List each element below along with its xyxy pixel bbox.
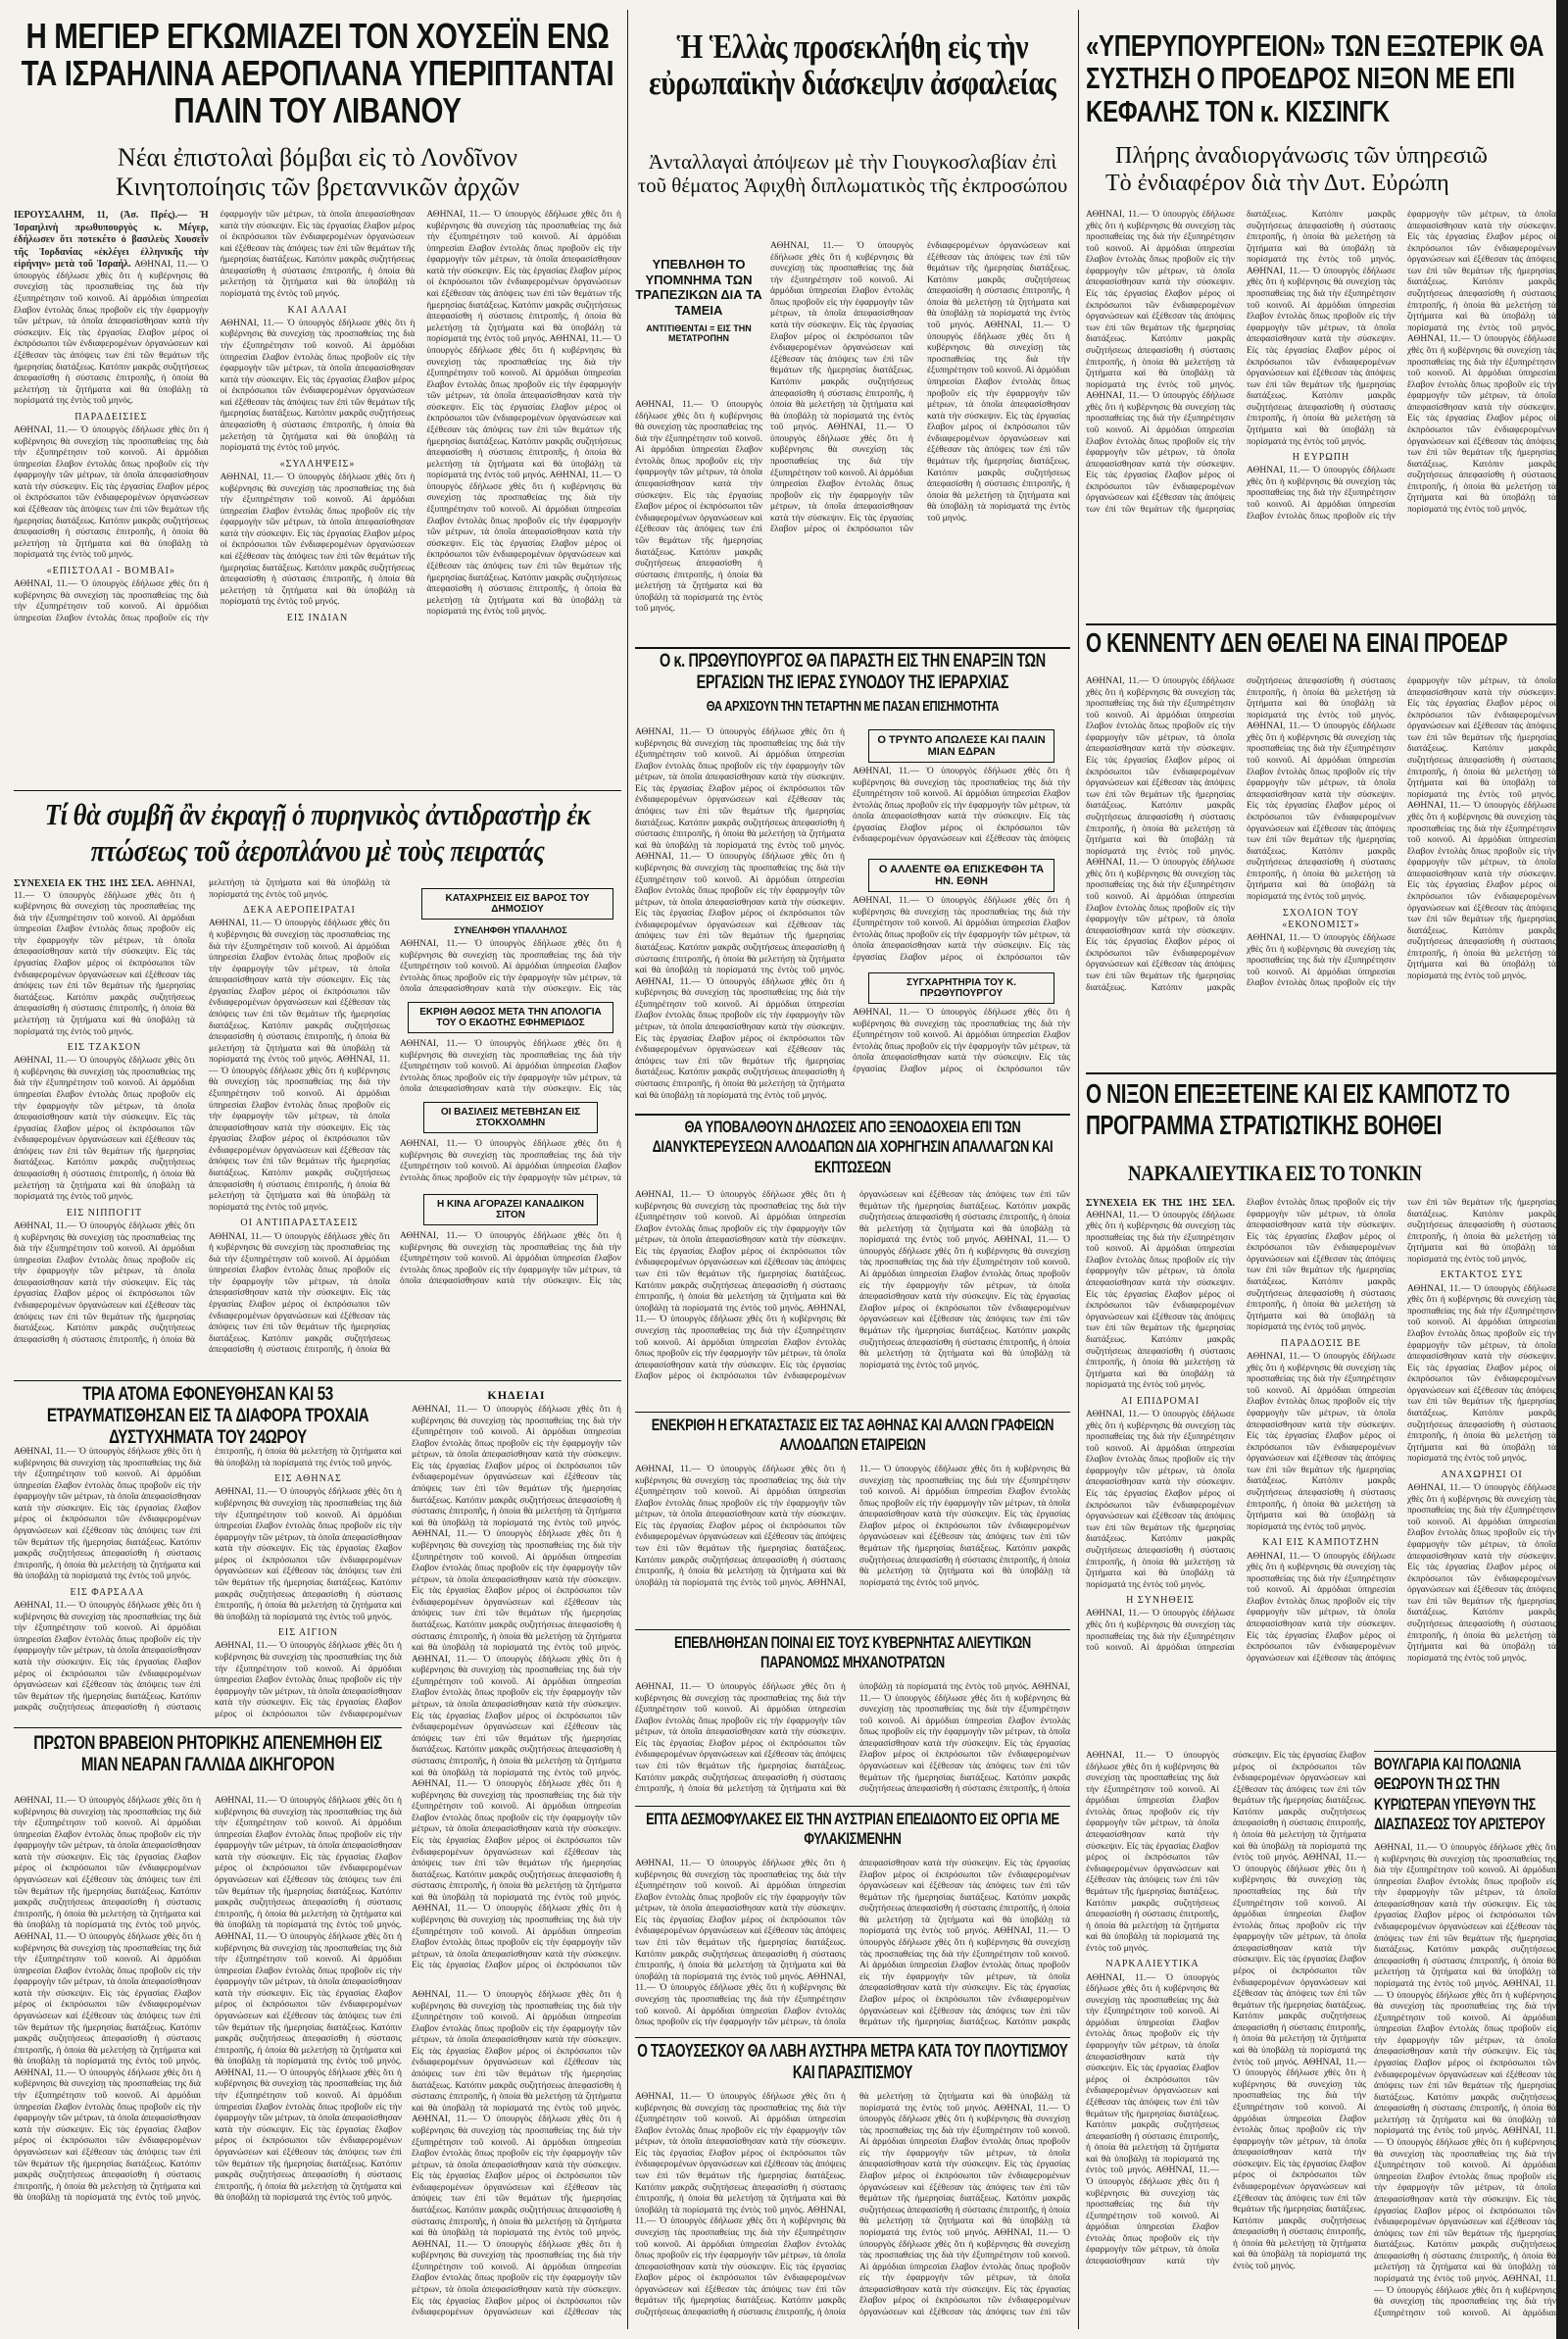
article-text: ΑΘΗΝΑΙ, 11.— Ὁ ὑπουργὸς ἐδήλωσε χθὲς ὅτι ἡ κυβέρνησις θὰ συνεχίσῃ τὰς προσπαθείας της διὰ τὴν ἐξυπηρέτησιν τοῦ κοινοῦ. Αἱ ἀρμόδιαι ὑπηρεσίαι ἔλαβον ἐντολὰς ὅπως προβοῦν εἰς τὴν ἐφαρμογὴν τῶν μέτρων, τὰ ὁποῖα ἀπεφασίσθησαν κατὰ τὴν σύσκεψιν. Εἰς τὰς ἐργασίας ἔλαβον μέρος οἱ ἐκπρόσωποι τῶν ἐνδιαφερομένων ὀργανώσεων καὶ ἐξέθεσαν τὰς ἀπόψεις των ἐπὶ τῶν θεμάτων τῆς ἡμερησίας διατάξεως. Κατόπιν μακρᾶς συζητήσεως ἀπεφασίσθη ἡ σύστασις ἐπιτροπῆς, ἡ ὁποία θὰ μελετήσῃ τὰ ζητήματα καὶ θὰ ὑποβάλῃ τὰ πορίσματά της ἐντὸς τοῦ μηνός. — [426, 334, 621, 481]
article-text: ΑΘΗΝΑΙ, 11.— Ὁ ὑπουργὸς ἐδήλωσε χθὲς ὅτι ἡ κυβέρνησις θὰ συνεχίσῃ τὰς προσπαθείας της διὰ τὴν ἐξυπηρέτησιν τοῦ κοινοῦ. Αἱ ἀρμόδιαι ὑπηρεσίαι ἔλαβον ἐντολὰς ὅπως προβοῦν εἰς τὴν ἐφαρμογὴν τῶν μέτρων, τὰ ὁποῖα ἀπεφασίσθησαν κατὰ τὴν σύσκεψιν. Εἰς τὰς ἐργασίας ἔλαβον μέρος οἱ ἐκπρόσωποι τῶν ἐνδιαφερομένων ὀργανώσεων καὶ ἐξέθεσαν τὰς ἀπόψεις των ἐπὶ τῶν θεμάτων τῆς ἡμερησίας διατάξεως. Κατόπιν μακρᾶς συζητήσεως ἀπεφασίσθη ἡ σύστασις ἐπιτροπῆς, ἡ ὁποία θὰ μελετήσῃ τὰ ζητήματα καὶ θὰ ὑποβάλῃ τὰ πορίσματά της ἐντὸς τοῦ μηνός. — [14, 260, 209, 407]
article-text: ΑΘΗΝΑΙ, 11.— Ὁ ὑπουργὸς ἐδήλωσε χθὲς ὅτι ἡ κυβέρνησις θὰ συνεχίσῃ τὰς προσπαθείας της διὰ τὴν ἐξυπηρέτησιν τοῦ κοινοῦ. Αἱ ἀρμόδιαι ὑπηρεσίαι ἔλαβον ἐντολὰς ὅπως προβοῦν εἰς τὴν ἐφαρμογὴν τῶν μέτρων, τὰ ὁποῖα ἀπεφασίσθησαν κατὰ τὴν σύσκεψιν. Εἰς τὰς ἐργασίας ἔλαβον μέρος οἱ ἐκπρόσωποι τῶν ἐνδιαφερομένων ὀργανώσεων καὶ ἐξέθεσαν τὰς ἀπόψεις των ἐπὶ τῶν θεμάτων τῆς ἡμερησίας διατάξεως. Κατόπιν μακρᾶς συζητήσεως ἀπεφασίσθη ἡ σύστασις ἐπιτροπῆς, ἡ ὁποία θὰ μελετήσῃ τὰ ζητήματα καὶ θὰ ὑποβάλῃ τὰ πορίσματά της ἐντὸς τοῦ μηνός. — [1233, 1853, 1366, 2067]
box-ypevlithi-sub: ΑΝΤΙΤΙΘΕΝΤΑΙ = ΕΙΣ ΤΗΝ ΜΕΤΑΤΡΟΠΗΝ — [646, 323, 752, 344]
article-text: ΑΘΗΝΑΙ, 11.— Ὁ ὑπουργὸς ἐδήλωσε χθὲς ὅτι ἡ κυβέρνησις θὰ συνεχίσῃ τὰς προσπαθείας της διὰ τὴν ἐξυπηρέτησιν τοῦ κοινοῦ. Αἱ ἀρμόδιαι ὑπηρεσίαι ἔλαβον ἐντολὰς ὅπως προβοῦν εἰς τὴν ἐφαρμογὴν τῶν μέτρων, τὰ ὁποῖα ἀπεφασίσθησαν κατὰ τὴν σύσκεψιν. Εἰς τὰς ἐργασίας ἔλαβον μέρος οἱ ἐκπρόσωποι τῶν ἐνδιαφερομένων ὀργανώσεων καὶ ἐξέθεσαν τὰς ἀπόψεις των ἐπὶ τῶν θεμάτων τῆς ἡμερησίας διατάξεως. Κατόπιν μακρᾶς συζητήσεως ἀπεφασίσθη ἡ σύστασις ἐπιτροπῆς, ἡ ὁποία θὰ μελετήσῃ τὰ ζητήματα καὶ θὰ ὑποβάλῃ τὰ πορίσματά της ἐντὸς τοῦ μηνός. — [1086, 1210, 1235, 1391]
article-text: ΑΘΗΝΑΙ, 11.— Ὁ ὑπουργὸς ἐδήλωσε χθὲς ὅτι ἡ κυβέρνησις θὰ συνεχίσῃ τὰς προσπαθείας της διὰ τὴν ἐξυπηρέτησιν τοῦ κοινοῦ. Αἱ ἀρμόδιαι ὑπηρεσίαι ἔλαβον ἐντολὰς ὅπως προβοῦν εἰς τὴν ἐφαρμογὴν τῶν μέτρων, τὰ ὁποῖα ἀπεφασίσθησαν κατὰ τὴν σύσκεψιν. Εἰς τὰς ἐργασίας ἔλαβον μέρος οἱ ἐκπρόσωποι τῶν ἐνδιαφερομένων ὀργανώσεων καὶ ἐξέθεσαν τὰς ἀπόψεις των ἐπὶ τῶν θεμάτων τῆς ἡμερησίας διατάξεως. Κατόπιν μακρᾶς συζητήσεως ἀπεφασίσθη ἡ σύστασις ἐπιτροπῆς, ἡ ὁποία θὰ μελετήσῃ τὰ ζητήματα καὶ θὰ ὑποβάλῃ τὰ πορίσματά της ἐντὸς τοῦ μηνός. — [635, 1859, 846, 1982]
article-text: ΑΘΗΝΑΙ, 11.— Ὁ ὑπουργὸς ἐδήλωσε χθὲς ὅτι ἡ κυβέρνησις θὰ συνεχίσῃ τὰς προσπαθείας της διὰ τὴν ἐξυπηρέτησιν τοῦ κοινοῦ. Αἱ ἀρμόδιαι ὑπηρεσίαι ἔλαβον ἐντολὰς ὅπως προβοῦν εἰς τὴν ἐφαρμογὴν τῶν μέτρων, τὰ ὁποῖα ἀπεφασίσθησαν κατὰ τὴν σύσκεψιν. Εἰς τὰς — [400, 1231, 621, 1287]
bulgaria-article-body — [1374, 1843, 1556, 2325]
article-text: ΑΘΗΝΑΙ, 11.— Ὁ ὑπουργὸς ἐδήλωσε χθὲς ὅτι ἡ κυβέρνησις θὰ συνεχίσῃ τὰς προσπαθείας της διὰ τὴν ἐξυπηρέτησιν τοῦ κοινοῦ. Αἱ ἀρμόδιαι ὑπηρεσίαι ἔλαβον ἐντολὰς ὅπως προβοῦν εἰς τὴν ἐφαρμογὴν τῶν μέτρων, τὰ ὁποῖα ἀπεφασίσθησαν κατὰ τὴν σύσκεψιν. Εἰς τὰς ἐργασίας ἔλαβον μέρος οἱ ἐκπρόσωποι τῶν ἐνδιαφερομένων ὀργανώσεων καὶ ἐξέθεσαν τὰς ἀπόψεις των ἐπὶ τῶν θεμάτων τῆς ἡμερησίας διατάξεως. Κατόπιν μακρᾶς συζητήσεως ἀπεφασίσθη ἡ σύστασις ἐπιτροπῆς, ἡ ὁποία θὰ μελετήσῃ τὰ ζητήματα καὶ θὰ ὑποβάλῃ τὰ πορίσματά της ἐντὸς τοῦ μηνός. — [1086, 210, 1396, 516]
divider — [1086, 623, 1556, 625]
bulgaria-headline: ΒΟΥΛΓΑΡΙΑ ΚΑΙ ΠΟΛΩΝΙΑ ΘΕΩΡΟΥΝ ΤΗ ΩΣ ΤΗΝ ΚΥΡΙΩΤΕΡΑΝ ΥΠΕΥΘΥΝ ΤΗΣ ΔΙΑΣΠΑΣΕΩΣ ΤΟΥ ΑΡΙΣΤΕΡΟΥ — [1374, 1755, 1545, 1834]
cambodia-subheadline-block — [1086, 1163, 1556, 1194]
box-ypevlithi: ΥΠΕΒΛΗΘΗ ΤΟ ΥΠΟΜΝΗΜΑ ΤΩΝ ΤΡΑΠΕΖΙΚΩΝ ΔΙΑ ΤΑ ΤΑΜΕΙΑ — [635, 257, 762, 318]
article-text: ΑΘΗΝΑΙ, 11.— Ὁ ὑπουργὸς ἐδήλωσε χθὲς ὅτι ἡ κυβέρνησις θὰ συνεχίσῃ τὰς προσπαθείας της διὰ τὴν ἐξυπηρέτησιν τοῦ κοινοῦ. Αἱ ἀρμόδιαι ὑπηρεσίαι ἔλαβον ἐντολὰς ὅπως προβοῦν εἰς τὴν ἐφαρμογὴν τῶν μέτρων, τὰ ὁποῖα ἀπεφασίσθησαν κατὰ τὴν σύσκεψιν. Εἰς τὰς ἐργασίας ἔλαβον μέρος οἱ ἐκπρόσωποι τῶν ἐνδιαφερομένων ὀργανώσεων καὶ ἐξέθεσαν τὰς ἀπόψεις των ἐπὶ τῶν θεμάτων τῆς ἡμερησίας διατάξεως. Κατόπιν μακρᾶς — [859, 1926, 1070, 2028]
lead-dateline: ΙΕΡΟΥΣΑΛΗΜ, 11, (Ἀσ. Πρές).— Ἡ Ἰσραηλινὴ πρωθυπουργὸς κ. Μέγερ, ἐδήλωσεν ὅτι ποτεκέτο ὁ βασιλεὺς Χουσεῒν τῆς Ἰορδανίας «ἐκλέγει ἐλληνικῆς τὴν εἰρήνην» μετὰ τοῦ Ἰσραήλ. — [14, 210, 209, 271]
article-text: ΑΘΗΝΑΙ, 11.— Ὁ ὑπουργὸς ἐδήλωσε χθὲς ὅτι ἡ κυβέρνησις θὰ συνεχίσῃ τὰς προσπαθείας της διὰ τὴν ἐξυπηρέτησιν τοῦ κοινοῦ. Αἱ ἀρμόδιαι ὑπηρεσίαι ἔλαβον ἐντολὰς ὅπως προβοῦν εἰς τὴν ἐφαρμογὴν τῶν μέτρων, τὰ ὁποῖα ἀπεφασίσθησαν κατὰ τὴν σύσκεψιν. Εἰς τὰς ἐργασίας ἔλαβον μέρος οἱ ἐκπρόσωποι τῶν ἐνδιαφερομένων ὀργανώσεων καὶ ἐξέθεσαν τὰς ἀπόψεις των ἐπὶ τῶν θεμάτων τῆς ἡμερησίας διατάξεως. Κατόπιν μακρᾶς συζητήσεως ἀπεφασίσθη ἡ σύστασις ἐπιτροπῆς, ἡ ὁποία θὰ μελετήσῃ τὰ ζητήματα καὶ θὰ ὑποβάλῃ τὰ πορίσματά της ἐντὸς τοῦ μηνός. — [1407, 1483, 1556, 1664]
article-text: ΑΘΗΝΑΙ, 11.— Ὁ ὑπουργὸς ἐδήλωσε χθὲς ὅτι ἡ κυβέρνησις θὰ συνεχίσῃ τὰς προσπαθείας της διὰ τὴν ἐξυπηρέτησιν τοῦ κοινοῦ. Αἱ ἀρμόδιαι ὑπηρεσίαι ἔλαβον ἐντολὰς ὅπως προβοῦν εἰς τὴν ἐφαρμογὴν τῶν μέτρων, τὰ ὁποῖα ἀπεφασίσθησαν κατὰ τὴν σύσκεψιν. Εἰς τὰς ἐργασίας ἔλαβον μέρος οἱ ἐκπρόσωποι τῶν ἐνδιαφερομένων ὀργανώσεων καὶ ἐξέθεσαν τὰς ἀπόψεις των ἐπὶ τῶν θεμάτων τῆς ἡμερησίας διατάξεως. Κατόπιν μακρᾶς συζητήσεως ἀπεφασίσθη ἡ σύστασις ἐπιτροπῆς, ἡ ὁποία θὰ μελετήσῃ τὰ ζητήματα καὶ θὰ ὑποβάλῃ τὰ πορίσματά της ἐντὸς τοῦ μηνός. ΑΘΗΝΑΙ, 11.— Ὁ ὑπουργὸς ἐδήλωσε χθὲς ὅτι ἡ κυβέρνησις θὰ συνεχίσῃ τὰς προσπαθείας της διὰ τὴν ἐξυπηρέτησιν τοῦ κοινοῦ. Αἱ ἀρμόδιαι ὑπηρεσίαι ἔλαβον ἐντολὰς ὅπως προβοῦν εἰς τὴν ἐφαρμογὴν τῶν μέτρων, τὰ ὁποῖα ἀπεφασίσθησαν κατὰ τὴν σύσκεψιν. Εἰς τὰς ἐργασίας ἔλαβον μέρος οἱ ἐκπρόσωποι τῶν ἐνδιαφερομένων ὀργανώσεων καὶ ἐξέθεσαν τὰς ἀπόψεις των ἐπὶ τῶν θεμάτων τῆς ἡμερησίας διατάξεως. Κατόπιν μακρᾶς συζητήσεως ἀπεφασίσθη ἡ σύστασις ἐπιτροπῆς, ἡ ὁποία θὰ μελετήσῃ τὰ ζητήματα καὶ θὰ ὑποβάλῃ τὰ πορίσματά της ἐντὸς τοῦ μηνός. ΑΘΗΝΑΙ, 11.— Ὁ ὑπουργὸς ἐδήλωσε χθὲς ὅτι ἡ κυβέρνησις θὰ συνεχίσῃ τὰς προσπαθείας της διὰ τὴν ἐξυπηρέτησιν τοῦ κοινοῦ. Αἱ ἀρμόδιαι ὑπηρεσίαι ἔλαβον ἐντολὰς ὅπως προβοῦν εἰς τὴν ἐφαρμογὴν τῶν μέτρων, τὰ ὁποῖα ἀπεφασίσθησαν κατὰ τὴν σύσκεψιν. Εἰς τὰς ἐργασίας ἔλαβον μέρος οἱ ἐκπρόσωποι τῶν ἐνδιαφερομένων ὀργανώσεων καὶ ἐξέθεσαν τὰς ἀπόψεις των ἐπὶ τῶν θεμάτων τῆς ἡμερησίας διατάξεως. Κατόπιν μακρᾶς συζητήσεως ἀπεφασίσθη ἡ σύστασις ἐπιτροπῆς, ἡ ὁποία θὰ μελετήσῃ τὰ ζητήματα καὶ θὰ ὑποβάλῃ τὰ πορίσματά της ἐντὸς τοῦ μηνός. ΑΘΗΝΑΙ, 11.— Ὁ ὑπουργὸς ἐδήλωσε χθὲς ὅτι ἡ κυβέρνησις θὰ συνεχίσῃ τὰς προσπαθείας της διὰ τὴν ἐξυπηρέτησιν τοῦ κοινοῦ. Αἱ ἀρμόδιαι ὑπηρεσίαι ἔλαβον ἐντολὰς ὅπως προβοῦν εἰς τὴν ἐφαρμογὴν τῶν μέτρων, τὰ ὁποῖα ἀπεφασίσθησαν κατὰ τὴν σύσκεψιν. Εἰς τὰς ἐργασίας ἔλαβον μέρος οἱ ἐκπρόσωποι τῶν ἐνδιαφερομένων ὀργανώσεων καὶ ἐξέθεσαν τὰς ἀπόψεις των ἐπὶ τῶν θεμάτων τῆς ἡμερησίας διατάξεως. Κατόπιν μακρᾶς συζητήσεως ἀπεφασίσθη ἡ σύστασις ἐπιτροπῆς, ἡ ὁποία θὰ μελετήσῃ τὰ ζητήματα καὶ θὰ ὑποβάλῃ τὰ πορίσματά της ἐντὸς τοῦ μηνός. ΑΘΗΝΑΙ, 11.— Ὁ ὑπουργὸς ἐδήλωσε χθὲς ὅτι ἡ κυβέρνησις θὰ συνεχίσῃ τὰς προσπαθείας της διὰ τὴν ἐξυπηρέτησιν τοῦ κοινοῦ. Αἱ ἀρμόδιαι ὑπηρεσίαι ἔλαβον ἐντολὰς ὅπως προβοῦν εἰς τὴν ἐφαρμογὴν τῶν μέτρων, τὰ ὁποῖα ἀπεφασίσθησαν κατὰ τὴν σύσκεψιν. Εἰς τὰς ἐργασίας ἔλαβον μέρος οἱ ἐκπρόσωποι τῶν — [412, 1405, 621, 1971]
article-text: ΑΘΗΝΑΙ, 11.— Ὁ ὑπουργὸς ἐδήλωσε χθὲς ὅτι ἡ κυβέρνησις θὰ συνεχίσῃ τὰς προσπαθείας της διὰ τὴν ἐξυπηρέτησιν τοῦ κοινοῦ. Αἱ ἀρμόδιαι ὑπηρεσίαι ἔλαβον ἐντολὰς ὅπως προβοῦν εἰς τὴν ἐφαρμογὴν τῶν μέτρων, τὰ ὁποῖα ἀπεφασίσθησαν κατὰ τὴν σύσκεψιν. Εἰς τὰς ἐργασίας ἔλαβον μέρος οἱ ἐκπρόσωποι τῶν ἐνδιαφερομένων ὀργανώσεων καὶ ἐξέθεσαν τὰς ἀπόψεις των ἐπὶ τῶν θεμάτων τῆς ἡμερησίας διατάξεως. Κατόπιν μακρᾶς συζητήσεως ἀπεφασίσθη ἡ σύστασις ἐπιτροπῆς, ἡ ὁποία θὰ μελετήσῃ τὰ ζητήματα καὶ θὰ ὑποβάλῃ τὰ πορίσματά της ἐντὸς τοῦ μηνός. — [635, 400, 762, 615]
section-anachorisi: ΑΝΑΧΩΡΗΣΙ ΟΙ — [1441, 1468, 1523, 1480]
nixon-state-article-body — [1086, 210, 1556, 622]
fishing-article-body — [635, 1682, 1070, 1802]
article-text: ΑΘΗΝΑΙ, 11.— Ὁ ὑπουργὸς ἐδήλωσε χθὲς ὅτι ἡ κυβέρνησις θὰ συνεχίσῃ τὰς προσπαθείας της διὰ τὴν ἐξυπηρέτησιν τοῦ κοινοῦ. Αἱ ἀρμόδιαι ὑπηρεσίαι ἔλαβον ἐντολὰς ὅπως προβοῦν εἰς τὴν ἐφαρμογὴν τῶν μέτρων, τὰ ὁποῖα ἀπεφασίσθησαν κατὰ τὴν σύσκεψιν. Εἰς τὰς ἐργασίας ἔλαβον μέρος οἱ ἐκπρόσωποι τῶν ἐνδιαφερομένων ὀργανώσεων καὶ ἐξέθεσαν τὰς ἀπόψεις των ἐπὶ τῶν θεμάτων τῆς ἡμερησίας διατάξεως. Κατόπιν μακρᾶς συζητήσεως ἀπεφασίσθη ἡ σύστασις ἐπιτροπῆς, ἡ ὁποία θὰ μελετήσῃ τὰ ζητήματα καὶ θὰ ὑποβάλῃ τὰ πορίσματά της ἐντὸς τοῦ μηνός. — [215, 1931, 402, 2067]
divider — [14, 1380, 621, 1381]
prize-headline-block — [14, 1733, 402, 1792]
article-text: ΑΘΗΝΑΙ, 11.— Ὁ ὑπουργὸς ἐδήλωσε χθὲς ὅτι ἡ κυβέρνησις θὰ συνεχίσῃ τὰς προσπαθείας της διὰ τὴν ἐξυπηρέτησιν τοῦ κοινοῦ. Αἱ ἀρμόδιαι ὑπηρεσίαι ἔλαβον ἐντολὰς ὅπως προβοῦν εἰς τὴν ἐφαρμογὴν τῶν μέτρων, τὰ ὁποῖα ἀπεφασίσθησαν κατὰ τὴν σύσκεψιν. Εἰς τὰς ἐργασίας ἔλαβον μέρος οἱ ἐκπρόσωποι τῶν ἐνδιαφερομένων ὀργανώσεων καὶ ἐξέθεσαν τὰς ἀπόψεις των ἐπὶ τῶν θεμάτων τῆς ἡμερησίας διατάξεως. Κατόπιν μακρᾶς συζητήσεως ἀπεφασίσθη ἡ σύστασις ἐπιτροπῆς, ἡ ὁποία θὰ μελετήσῃ τὰ ζητήματα καὶ θὰ ὑποβάλῃ τὰ πορίσματά της ἐντὸς τοῦ μηνός. — [635, 1859, 1070, 2028]
column-rule — [627, 10, 628, 2329]
divider — [1086, 1072, 1556, 1074]
cambodia-headline: Ο ΝΙΞΟΝ ΕΠΕΞΕΤΕΙΝΕ ΚΑΙ ΕΙΣ ΚΑΜΠΟΤΖ ΤΟ ΠΡΟΓΡΑΜΜΑ ΣΤΡΑΤΙΩΤΙΚΗΣ ΒΟΗΘΕΙ — [1086, 1078, 1510, 1141]
lead-headline: Η ΜΕΓΙΕΡ ΕΓΚΩΜΙΑΖΕΙ ΤΟΝ ΧΟΥΣΕΪΝ ΕΝΩ ΤΑ ΙΣΡΑΗΛΙΝΑ ΑΕΡΟΠΛΑΝΑ ΥΠΕΡΙΠΤΑΝΤΑΙ ΠΑΛΙΝ ΤΟΥ ΛΙΒΑΝΟΥ — [21, 18, 614, 130]
column-rule — [1078, 10, 1079, 2329]
kideiai-column — [412, 1384, 621, 1982]
nixon-state-headline-block — [1086, 29, 1556, 137]
traffic-article-body — [14, 1447, 402, 1721]
article-text: ΑΘΗΝΑΙ, 11.— Ὁ ὑπουργὸς ἐδήλωσε χθὲς ὅτι ἡ κυβέρνησις θὰ συνεχίσῃ τὰς προσπαθείας της διὰ τὴν ἐξυπηρέτησιν τοῦ κοινοῦ. Αἱ ἀρμόδιαι ὑπηρεσίαι ἔλαβον ἐντολὰς ὅπως προβοῦν εἰς τὴν ἐφαρμογὴν τῶν μέτρων, τὰ ὁποῖα ἀπεφασίσθησαν κατὰ τὴν σύσκεψιν. Εἰς τὰς ἐργασίας ἔλαβον μέρος οἱ ἐκπρόσωποι τῶν ἐνδιαφερομένων ὀργανώσεων καὶ ἐξέθεσαν τὰς ἀπόψεις των ἐπὶ τῶν θεμάτων τῆς ἡμερησίας διατάξεως. Κατόπιν μακρᾶς συζητήσεως ἀπεφασίσθη ἡ σύστασις ἐπιτροπῆς, ἡ ὁποία θὰ μελετήσῃ τὰ ζητήματα καὶ θὰ ὑποβάλῃ τὰ πορίσματά της ἐντὸς τοῦ μηνός. — [215, 1487, 402, 1622]
article-text: ΑΘΗΝΑΙ, 11.— Ὁ ὑπουργὸς ἐδήλωσε χθὲς ὅτι ἡ κυβέρνησις θὰ συνεχίσῃ τὰς προσπαθείας της διὰ τὴν ἐξυπηρέτησιν τοῦ κοινοῦ. Αἱ ἀρμόδιαι ὑπηρεσίαι ἔλαβον ἐντολὰς ὅπως προβοῦν εἰς τὴν ἐφαρμογὴν τῶν μέτρων, τὰ ὁποῖα ἀπεφασίσθησαν κατὰ τὴν σύσκεψιν. Εἰς τὰς ἐργασίας ἔλαβον μέρος οἱ ἐκπρόσωποι τῶν ἐνδιαφερομένων ὀργανώσεων καὶ ἐξέθεσαν τὰς ἀπόψεις των ἐπὶ τῶν θεμάτων τῆς ἡμερησίας διατάξεως. Κατόπιν μακρᾶς συζητήσεως ἀπεφασίσθη ἡ σύστασις ἐπιτροπῆς, ἡ ὁποία θὰ μελετήσῃ τὰ ζητήματα καὶ θὰ ὑποβάλῃ τὰ πορίσματά της ἐντὸς τοῦ μηνός. — [426, 471, 621, 618]
article-text: ΑΘΗΝΑΙ, 11.— Ὁ ὑπουργὸς ἐδήλωσε χθὲς ὅτι ἡ κυβέρνησις θὰ συνεχίσῃ τὰς προσπαθείας της διὰ τὴν ἐξυπηρέτησιν τοῦ κοινοῦ. Αἱ ἀρμόδιαι ὑπηρεσίαι ἔλαβον ἐντολὰς ὅπως προβοῦν εἰς τὴν ἐφαρμογὴν τῶν μέτρων, τὰ ὁποῖα ἀπεφασίσθησαν κατὰ τὴν σύσκεψιν. Εἰς τὰς ἐργασίας ἔλαβον μέρος οἱ ἐκπρόσωποι τῶν ἐνδιαφερομένων ὀργανώσεων καὶ ἐξέθεσαν τὰς ἀπόψεις των ἐπὶ τῶν θεμάτων τῆς ἡμερησίας διατάξεως. Κατόπιν μακρᾶς συζητήσεως ἀπεφασίσθη ἡ σύστασις ἐπιτροπῆς, ἡ ὁποία θὰ μελετήσῃ τὰ ζητήματα καὶ θὰ ὑποβάλῃ τὰ πορίσματά της ἐντὸς τοῦ μηνός. — [859, 2103, 1070, 2238]
article-text: ΑΘΗΝΑΙ, 11.— Ὁ ὑπουργὸς ἐδήλωσε χθὲς ὅτι ἡ κυβέρνησις θὰ συνεχίσῃ τὰς προσπαθείας της διὰ τὴν ἐξυπηρέτησιν τοῦ κοινοῦ. Αἱ ἀρμόδιαι ὑπηρεσίαι ἔλαβον ἐντολὰς ὅπως προβοῦν εἰς τὴν ἐφαρμογὴν τῶν μέτρων, τὰ ὁποῖα ἀπεφασίσθησαν κατὰ τὴν σύσκεψιν. Εἰς τὰς ἐργασίας ἔλαβον μέρος οἱ ἐκπρόσωποι τῶν ἐνδιαφερομένων ὀργανώσεων καὶ ἐξέθεσαν τὰς ἀπόψεις των ἐπὶ τῶν θεμάτων τῆς ἡμερησίας διατάξεως. Κατόπιν μακρᾶς συζητήσεως ἀπεφασίσθη ἡ σύστασις ἐπιτροπῆς, ἡ ὁποία θὰ μελετήσῃ τὰ ζητήματα καὶ θὰ ὑποβάλῃ τὰ πορίσματά της ἐντὸς τοῦ μηνός. — [14, 878, 390, 1345]
article-text: ΑΘΗΝΑΙ, 11.— Ὁ ὑπουργὸς ἐδήλωσε χθὲς ὅτι ἡ κυβέρνησις θὰ συνεχίσῃ τὰς προσπαθείας της διὰ τὴν ἐξυπηρέτησιν τοῦ κοινοῦ. Αἱ ἀρμόδιαι ὑπηρεσίαι ἔλαβον ἐντολὰς ὅπως προβοῦν εἰς τὴν ἐφαρμογὴν τῶν μέτρων, τὰ ὁποῖα ἀπεφασίσθησαν κατὰ τὴν σύσκεψιν. Εἰς τὰς ἐργασίας ἔλαβον μέρος οἱ ἐκπρόσωποι τῶν ἐνδιαφερομένων ὀργανώσεων καὶ ἐξέθεσαν τὰς ἀπόψεις των ἐπὶ τῶν θεμάτων τῆς ἡμερησίας διατάξεως. Κατόπιν μακρᾶς συζητήσεως ἀπεφασίσθη ἡ σύστασις ἐπιτροπῆς, ἡ ὁποία θὰ μελετήσῃ τὰ ζητήματα καὶ θὰ ὑποβάλῃ τὰ πορίσματά της ἐντὸς τοῦ μηνός. — [1086, 210, 1235, 390]
article-text: ΑΘΗΝΑΙ, 11.— Ὁ ὑπουργὸς ἐδήλωσε χθὲς ὅτι ἡ κυβέρνησις θὰ συνεχίσῃ τὰς προσπαθείας της διὰ τὴν ἐξυπηρέτησιν τοῦ κοινοῦ. Αἱ ἀρμόδιαι ὑπηρεσίαι ἔλαβον ἐντολὰς ὅπως προβοῦν εἰς τὴν ἐφαρμογὴν τῶν μέτρων, τὰ ὁποῖα ἀπεφασίσθησαν κατὰ τὴν σύσκεψιν. Εἰς τὰς ἐργασίας ἔλαβον μέρος οἱ ἐκπρόσωποι τῶν ἐνδιαφερομένων ὀργανώσεων καὶ ἐξέθεσαν τὰς ἀπόψεις των ἐπὶ τῶν θεμάτων τῆς ἡμερησίας διατάξεως. Κατόπιν μακρᾶς συζητήσεως ἀπεφασίσθη ἡ σύστασις ἐπιτροπῆς, ἡ ὁποία θὰ μελετήσῃ τὰ ζητήματα καὶ θὰ ὑποβάλῃ τὰ πορίσματά της ἐντὸς τοῦ μηνός. — [635, 1190, 1070, 1382]
article-text: ΑΘΗΝΑΙ, 11.— Ὁ ὑπουργὸς ἐδήλωσε χθὲς ὅτι ἡ κυβέρνησις θὰ συνεχίσῃ τὰς προσπαθείας της διὰ τὴν ἐξυπηρέτησιν τοῦ κοινοῦ. Αἱ ἀρμόδιαι ὑπηρεσίαι ἔλαβον ἐντολὰς ὅπως προβοῦν εἰς τὴν ἐφαρμογὴν τῶν μέτρων, τὰ ὁποῖα ἀπεφασίσθησαν κατὰ τὴν σύσκεψιν. Εἰς τὰς ἐργασίας ἔλαβον μέρος οἱ ἐκπρόσωποι τῶν ἐνδιαφερομένων ὀργανώσεων καὶ ἐξέθεσαν τὰς ἀπόψεις των ἐπὶ τῶν θεμάτων τῆς ἡμερησίας διατάξεως. Κατόπιν μακρᾶς συζητήσεως ἀπεφασίσθη ἡ σύστασις ἐπιτροπῆς, ἡ ὁποία θὰ μελετήσῃ τὰ ζητήματα καὶ θὰ ὑποβάλῃ τὰ πορίσματά της ἐντὸς τοῦ μηνός. — [215, 2067, 402, 2204]
box-allende: Ο ΑΛΛΕΝΤΕ ΘΑ ΕΠΙΣΚΕΦΘΗ ΤΑ ΗΝ. ΕΘΝΗ — [868, 859, 1054, 892]
section-kai-allai: ΚΑΙ ΑΛΛΑΙ — [287, 304, 348, 316]
article-text: ΑΘΗΝΑΙ, 11.— Ὁ ὑπουργὸς ἐδήλωσε χθὲς ὅτι ἡ κυβέρνησις θὰ συνεχίσῃ τὰς προσπαθείας της διὰ τὴν ἐξυπηρέτησιν τοῦ κοινοῦ. Αἱ ἀρμόδιαι ὑπηρεσίαι ἔλαβον ἐντολὰς ὅπως προβοῦν εἰς τὴν ἐφαρμογὴν τῶν μέτρων, τὰ ὁποῖα ἀπεφασίσθησαν κατὰ τὴν σύσκεψιν. Εἰς τὰς ἐργασίας ἔλαβον μέρος οἱ ἐκπρόσωποι τῶν ἐνδιαφερομένων ὀργανώσεων καὶ ἐξέθεσαν τὰς — [412, 2239, 621, 2318]
ceausescu-headline: Ο ΤΣΑΟΥΣΕΣΚΟΥ ΘΑ ΛΑΒΗ ΑΥΣΤΗΡΑ ΜΕΤΡΑ ΚΑΤΑ ΤΟΥ ΠΛΟΥΤΙΣΜΟΥ ΚΑΙ ΠΑΡΑΣΙΤΙΣΜΟΥ — [637, 2041, 1068, 2082]
article-text: ΑΘΗΝΑΙ, 11.— Ὁ ὑπουργὸς ἐδήλωσε χθὲς ὅτι ἡ κυβέρνησις θὰ συνεχίσῃ τὰς προσπαθείας της διὰ τὴν ἐξυπηρέτησιν τοῦ κοινοῦ. Αἱ ἀρμόδιαι ὑπηρεσίαι ἔλαβον ἐντολὰς ὅπως προβοῦν εἰς τὴν ἐφαρμογὴν τῶν μέτρων, τὰ ὁποῖα ἀπεφασίσθησαν κατὰ τὴν σύσκεψιν. Εἰς τὰς ἐργασίας ἔλαβον μέρος οἱ ἐκπρόσωποι τῶν ἐνδιαφερομένων ὀργανώσεων καὶ ἐξέθεσαν τὰς ἀπόψεις των ἐπὶ τῶν θεμάτων τῆς ἡμερησίας διατάξεως. Κατόπιν μακρᾶς συζητήσεως ἀπεφασίσθη ἡ σύστασις ἐπιτροπῆς, ἡ ὁποία θὰ μελετήσῃ τὰ ζητήματα καὶ θὰ ὑποβάλῃ τὰ πορίσματά της ἐντὸς τοῦ μηνός. — [807, 1465, 1070, 1588]
nixon-state-sub-2: Τὸ ἐνδιαφέρον διὰ τὴν Δυτ. Εὐρώπη — [1105, 170, 1449, 196]
section-antiparastaseis: ΟΙ ΑΝΤΙΠΑΡΑΣΤΑΣΕΙΣ — [240, 1218, 359, 1229]
divider — [635, 1806, 1070, 1807]
article-text: ΑΘΗΝΑΙ, 11.— Ὁ ὑπουργὸς ἐδήλωσε χθὲς ὅτι ἡ κυβέρνησις θὰ συνεχίσῃ τὰς προσπαθείας της διὰ τὴν ἐξυπηρέτησιν τοῦ κοινοῦ. Αἱ ἀρμόδιαι ὑπηρεσίαι ἔλαβον ἐντολὰς ὅπως προβοῦν εἰς τὴν ἐφαρμογὴν τῶν μέτρων, τὰ ὁποῖα ἀπεφασίσθησαν κατὰ τὴν σύσκεψιν. Εἰς τὰς ἐργασίας ἔλαβον μέρος οἱ ἐκπρόσωποι τῶν ἐνδιαφερομένων ὀργανώσεων καὶ ἐξέθεσαν τὰς ἀπόψεις των ἐπὶ τῶν θεμάτων τῆς ἡμερησίας διατάξεως. Κατόπιν μακρᾶς συζητήσεως ἀπεφασίσθη ἡ σύστασις ἐπιτροπῆς, ἡ ὁποία θὰ μελετήσῃ τὰ ζητήματα καὶ θὰ ὑποβάλῃ τὰ πορίσματά της ἐντὸς τοῦ μηνός. — [1247, 1352, 1396, 1532]
section-evropi: Η ΕΥΡΩΠΗ — [1292, 452, 1350, 464]
article-text: ΑΘΗΝΑΙ, 11.— Ὁ ὑπουργὸς ἐδήλωσε χθὲς ὅτι ἡ κυβέρνησις θὰ συνεχίσῃ τὰς προσπαθείας της διὰ τὴν ἐξυπηρέτησιν τοῦ κοινοῦ. Αἱ ἀρμόδιαι ὑπηρεσίαι ἔλαβον ἐντολὰς ὅπως προβοῦν εἰς τὴν ἐφαρμογὴν τῶν μέτρων, τὰ ὁποῖα ἀπεφασίσθησαν κατὰ τὴν σύσκεψιν. Εἰς τὰς ἐργασίας ἔλαβον μέρος οἱ ἐκπρόσωποι τῶν ἐνδιαφερομένων ὀργανώσεων καὶ ἐξέθεσαν τὰς ἀπόψεις των ἐπὶ τῶν θεμάτων τῆς ἡμερησίας διατάξεως. Κατόπιν μακρᾶς συζητήσεως ἀπεφασίσθη ἡ σύστασις ἐπιτροπῆς, ἡ ὁποία θὰ μελετήσῃ τὰ ζητήματα καὶ θὰ ὑποβάλῃ τὰ πορίσματά της ἐντὸς τοῦ μηνός. — [1247, 1198, 1556, 1664]
kideiai-continuation — [412, 1990, 621, 2325]
cambodia-headline-block — [1086, 1078, 1556, 1161]
bulgaria-headline-block — [1374, 1755, 1556, 1839]
article-text: ΑΘΗΝΑΙ, 11.— Ὁ ὑπουργὸς ἐδήλωσε χθὲς ὅτι ἡ κυβέρνησις θὰ συνεχίσῃ τὰς προσπαθείας της διὰ τὴν ἐξυπηρέτησιν τοῦ κοινοῦ. Αἱ ἀρμόδιαι ὑπηρεσίαι ἔλαβον ἐντολὰς ὅπως προβοῦν εἰς τὴν ἐφαρμογὴν τῶν μέτρων, τὰ ὁποῖα ἀπεφασίσθησαν κατὰ τὴν σύσκεψιν. Εἰς τὰς ἐργασίας ἔλαβον μέρος οἱ ἐκπρόσωποι τῶν ἐνδιαφερομένων ὀργανώσεων καὶ ἐξέθεσαν τὰς ἀπόψεις των ἐπὶ τῶν θεμάτων τῆς ἡμερησίας διατάξεως. Κατόπιν μακρᾶς συζητήσεως ἀπεφασίσθη ἡ σύστασις ἐπιτροπῆς, ἡ ὁποία θὰ μελετήσῃ τὰ ζητήματα καὶ θὰ ὑποβάλῃ τὰ πορίσματά της ἐντὸς τοῦ μηνός. — [1247, 266, 1396, 447]
article-text: ΑΘΗΝΑΙ, 11.— Ὁ ὑπουργὸς ἐδήλωσε χθὲς ὅτι ἡ κυβέρνησις θὰ συνεχίσῃ τὰς προσπαθείας της διὰ τὴν ἐξυπηρέτησιν τοῦ κοινοῦ. Αἱ ἀρμόδιαι ὑπηρεσίαι ἔλαβον ἐντολὰς ὅπως προβοῦν εἰς τὴν ἐφαρμογὴν τῶν μέτρων, τὰ ὁποῖα ἀπεφασίσθησαν κατὰ τὴν σύσκεψιν. Εἰς τὰς ἐργασίας ἔλαβον μέρος οἱ ἐκπρόσωποι τῶν ἐνδιαφερομένων ὀργανώσεων καὶ ἐξέθεσαν τὰς ἀπόψεις των ἐπὶ τῶν θεμάτων τῆς ἡμερησίας διατάξεως. Κατόπιν μακρᾶς συζητήσεως ἀπεφασίσθη ἡ σύστασις ἐπιτροπῆς, ἡ ὁποία θὰ μελετήσῃ τὰ ζητήματα καὶ θὰ ὑποβάλῃ τὰ πορίσματά της ἐντὸς τοῦ μηνός. — [770, 241, 1070, 535]
article-text: ΑΘΗΝΑΙ, 11.— Ὁ ὑπουργὸς ἐδήλωσε χθὲς ὅτι ἡ κυβέρνησις θὰ συνεχίσῃ τὰς προσπαθείας της διὰ τὴν ἐξυπηρέτησιν τοῦ κοινοῦ. Αἱ ἀρμόδιαι ὑπηρεσίαι ἔλαβον ἐντολὰς ὅπως προβοῦν εἰς τὴν ἐφαρμογὴν τῶν μέτρων, τὰ ὁποῖα ἀπεφασίσθησαν κατὰ τὴν σύσκεψιν. Εἰς τὰς ἐργασίας ἔλαβον μέρος οἱ ἐκπρόσωποι τῶν ἐνδιαφερομένων ὀργανώσεων καὶ ἐξέθεσαν τὰς ἀπόψεις των ἐπὶ τῶν θεμάτων τῆς ἡμερησίας διατάξεως. Κατόπιν μακρᾶς συζητήσεως ἀπεφασίσθη ἡ σύστασις ἐπιτροπῆς, ἡ ὁποία θὰ μελετήσῃ τὰ ζητήματα καὶ θὰ ὑποβάλῃ τὰ πορίσματά της ἐντὸς τοῦ μηνός. — [1233, 2057, 1366, 2272]
article-text: ΑΘΗΝΑΙ, 11.— Ὁ ὑπουργὸς ἐδήλωσε χθὲς ὅτι ἡ κυβέρνησις θὰ συνεχίσῃ τὰς προσπαθείας της διὰ τὴν ἐξυπηρέτησιν τοῦ κοινοῦ. Αἱ ἀρμόδιαι ὑπηρεσίαι ἔλαβον ἐντολὰς ὅπως προβοῦν εἰς τὴν ἐφαρμογὴν τῶν μέτρων, τὰ ὁποῖα ἀπεφασίσθησαν κατὰ τὴν σύσκεψιν. Εἰς τὰς ἐργασίας ἔλαβον μέρος οἱ ἐκπρόσωποι τῶν ἐνδιαφερομένων ὀργανώσεων καὶ ἐξέθεσαν τὰς ἀπόψεις των ἐπὶ τῶν θεμάτων τῆς ἡμερησίας διατάξεως. Κατόπιν μακρᾶς συζητήσεως ἀπεφασίσθη ἡ σύστασις ἐπιτροπῆς, ἡ ὁποία θὰ μελετήσῃ τὰ ζητήματα καὶ θὰ ὑποβάλῃ τὰ πορίσματά της ἐντὸς τοῦ μηνός. — [1086, 1972, 1219, 2176]
divider — [635, 1114, 1070, 1116]
section-epidromai: ΑΙ ΕΠΙΔΡΟΜΑΙ — [1120, 1395, 1200, 1407]
section-aigio: ΕΙΣ ΑΙΓΙΟΝ — [277, 1627, 339, 1639]
cambodia-article-body — [1086, 1198, 1556, 1747]
hotel-article-body — [635, 1190, 1070, 1408]
section-syntiriseis: Η ΣΥΝΗΘΕΙΣ — [1126, 1595, 1195, 1607]
ceausescu-article-body — [635, 2092, 1070, 2325]
kennedy-headline: Ο ΚΕΝΝΕΝΤΥ ΔΕΝ ΘΕΛΕΙ ΝΑ ΕΙΝΑΙ ΠΡΟΕΔΡ — [1086, 629, 1508, 658]
offices-headline-block — [635, 1416, 1070, 1463]
pm-headline-block — [635, 651, 1070, 723]
austria-article-body — [635, 1859, 1070, 2033]
article-text: ΑΘΗΝΑΙ, 11.— Ὁ ὑπουργὸς ἐδήλωσε χθὲς ὅτι ἡ κυβέρνησις θὰ συνεχίσῃ τὰς προσπαθείας της διὰ τὴν ἐξυπηρέτησιν τοῦ κοινοῦ. Αἱ ἀρμόδιαι ὑπηρεσίαι ἔλαβον ἐντολὰς ὅπως προβοῦν εἰς τὴν ἐφαρμογὴν τῶν μέτρων, τὰ ὁποῖα ἀπεφασίσθησαν κατὰ τὴν σύσκεψιν. Εἰς τὰς ἐργασίας ἔλαβον μέρος οἱ ἐκπρόσωποι τῶν ἐνδιαφερομένων ὀργανώσεων καὶ ἐξέθεσαν τὰς ἀπόψεις των ἐπὶ τῶν — [859, 2227, 1070, 2317]
article-text: ΑΘΗΝΑΙ, 11.— Ὁ ὑπουργὸς ἐδήλωσε χθὲς ὅτι ἡ κυβέρνησις θὰ συνεχίσῃ τὰς προσπαθείας της διὰ τὴν ἐξυπηρέτησιν τοῦ κοινοῦ. Αἱ ἀρμόδιαι ὑπηρεσίαι ἔλαβον ἐντολὰς ὅπως προβοῦν εἰς τὴν ἐφαρμογὴν τῶν μέτρων, τὰ ὁποῖα ἀπεφασίσθησαν κατὰ τὴν σύσκεψιν. Εἰς τὰς ἐργασίας ἔλαβον μέρος οἱ ἐκπρόσωποι τῶν ἐνδιαφερομένων ὀργανώσεων καὶ ἐξέθεσαν τὰς ἀπόψεις των ἐπὶ τῶν θεμάτων τῆς ἡμερησίας διατάξεως. Κατόπιν μακρᾶς συζητήσεως ἀπεφασίσθη ἡ σύστασις ἐπιτροπῆς, ἡ ὁποία θὰ μελετήσῃ τὰ ζητήματα καὶ θὰ ὑποβάλῃ τὰ πορίσματά της ἐντὸς τοῦ μηνός. — [426, 210, 621, 345]
box-vasileis: ΟΙ ΒΑΣΙΛΕΙΣ ΜΕΤΕΒΗΣΑΝ ΕΙΣ ΣΤΟΚΧΟΛΜΗΝ — [423, 1102, 598, 1133]
box-ypevlithi-block — [635, 257, 762, 394]
section-syllipseis: «ΣΥΛΛΗΨΕΙΣ» — [279, 458, 356, 470]
section-kampotzi: ΚΑΙ ΕΙΣ ΚΑΜΠΟΤΖΗΝ — [1262, 1537, 1380, 1549]
continued-label: ΣΥΝΕΧΕΙΑ ΕΚ ΤΗΣ 1ΗΣ ΣΕΛ. — [14, 878, 154, 889]
greece-subheadline: Ἀνταλλαγαὶ ἀπόψεων μὲ τὴν Γιουγκοσλαβίαν ἐπὶ τοῦ θέματος Ἀφιχθὴ διπλωματικὸς τῆς ἐκπροσώπου — [637, 151, 1068, 197]
section-nippogit: ΕΙΣ ΝΙΠΠΟΓΙΤ — [66, 1207, 143, 1219]
box-kina: Η ΚΙΝΑ ΑΓΟΡΑΖΕΙ ΚΑΝΑΔΙΚΟΝ ΣΙΤΟΝ — [423, 1194, 598, 1225]
greece-headline-block — [635, 29, 1070, 147]
lead-article-body — [14, 210, 621, 783]
article-text: ΑΘΗΝΑΙ, 11.— Ὁ ὑπουργὸς ἐδήλωσε χθὲς ὅτι ἡ κυβέρνησις θὰ συνεχίσῃ τὰς προσπαθείας της διὰ τὴν ἐξυπηρέτησιν τοῦ κοινοῦ. Αἱ ἀρμόδιαι ὑπηρεσίαι ἔλαβον ἐντολὰς ὅπως προβοῦν εἰς τὴν ἐφαρμογὴν τῶν μέτρων, τὰ ὁποῖα ἀπεφασίσθησαν κατὰ τὴν σύσκεψιν. Εἰς τὰς ἐργασίας ἔλαβον μέρος οἱ ἐκπρόσωποι τῶν — [853, 896, 1070, 963]
article-text: ΑΘΗΝΑΙ, 11.— Ὁ ὑπουργὸς ἐδήλωσε χθὲς ὅτι ἡ κυβέρνησις θὰ συνεχίσῃ τὰς προσπαθείας της διὰ τὴν ἐξυπηρέτησιν τοῦ κοινοῦ. Αἱ ἀρμόδιαι ὑπηρεσίαι ἔλαβον ἐντολὰς ὅπως προβοῦν εἰς τὴν ἐφαρμογὴν τῶν μέτρων, τὰ ὁποῖα ἀπεφασίσθησαν κατὰ τὴν σύσκεψιν. Εἰς τὰς ἐργασίας ἔλαβον μέρος οἱ ἐκπρόσωποι τῶν ἐνδιαφερομένων ὀργανώσεων καὶ ἐξέθεσαν τὰς ἀπόψεις των ἐπὶ τῶν θεμάτων τῆς ἡμερησίας διατάξεως. Κατόπιν μακρᾶς συζητήσεως ἀπεφασίσθη ἡ σύστασις ἐπιτροπῆς, ἡ ὁποία θὰ μελετήσῃ τὰ ζητήματα καὶ θὰ ὑποβάλῃ τὰ πορίσματά της ἐντὸς τοῦ μηνός. — [412, 1990, 621, 2114]
article-text: ΑΘΗΝΑΙ, 11.— Ὁ ὑπουργὸς ἐδήλωσε χθὲς ὅτι ἡ κυβέρνησις θὰ συνεχίσῃ τὰς προσπαθείας της διὰ τὴν ἐξυπηρέτησιν τοῦ κοινοῦ. Αἱ ἀρμόδιαι ὑπηρεσίαι ἔλαβον ἐντολὰς ὅπως προβοῦν εἰς τὴν ἐφαρμογὴν τῶν μέτρων, τὰ ὁποῖα ἀπεφασίσθησαν κατὰ τὴν σύσκεψιν. Εἰς τὰς ἐργασίας ἔλαβον μέρος οἱ ἐκπρόσωποι τῶν ἐνδιαφερομένων ὀργανώσεων καὶ ἐξέθεσαν τὰς ἀπόψεις των ἐπὶ τῶν θεμάτων τῆς ἡμερησίας διατάξεως. Κατόπιν μακρᾶς συζητήσεως ἀπεφασίσθη ἡ σύστασις ἐπιτροπῆς, ἡ ὁποία θὰ μελετήσῃ τὰ ζητήματα καὶ θὰ ὑποβάλῃ τὰ πορίσματά της ἐντὸς τοῦ μηνός. — [635, 2092, 1070, 2317]
divider — [14, 1727, 402, 1728]
article-text: ΑΘΗΝΑΙ, 11.— Ὁ ὑπουργὸς ἐδήλωσε χθὲς ὅτι ἡ κυβέρνησις θὰ συνεχίσῃ τὰς προσπαθείας της διὰ τὴν ἐξυπηρέτησιν τοῦ κοινοῦ. Αἱ ἀρμόδιαι ὑπηρεσίαι ἔλαβον ἐντολὰς ὅπως προβοῦν εἰς τὴν ἐφαρμογὴν τῶν μέτρων, τὰ ὁποῖα ἀπεφασίσθησαν κατὰ τὴν σύσκεψιν. Εἰς τὰς ἐργασίας ἔλαβον μέρος οἱ ἐκπρόσωποι τῶν ἐνδιαφερομένων ὀργανώσεων καὶ ἐξέθεσαν τὰς ἀπόψεις των ἐπὶ τῶν θεμάτων τῆς ἡμερησίας διατάξεως. Κατόπιν μακρᾶς συζητήσεως ἀπεφασίσθη ἡ σύστασις ἐπιτροπῆς, ἡ ὁποία θὰ μελετήσῃ τὰ ζητήματα καὶ θὰ ὑποβάλῃ τὰ πορίσματά της ἐντὸς τοῦ μηνός. — [14, 210, 416, 623]
hotel-headline-block — [635, 1118, 1070, 1188]
article-text: ΑΘΗΝΑΙ, 11.— Ὁ ὑπουργὸς ἐδήλωσε χθὲς ὅτι ἡ κυβέρνησις θὰ συνεχίσῃ τὰς προσπαθείας της διὰ τὴν ἐξυπηρέτησιν τοῦ κοινοῦ. Αἱ ἀρμόδιαι ὑπηρεσίαι ἔλαβον ἐντολὰς ὅπως προβοῦν εἰς τὴν ἐφαρμογὴν τῶν μέτρων, τὰ ὁποῖα ἀπεφασίσθησαν κατὰ τὴν σύσκεψιν. Εἰς τὰς ἐργασίας ἔλαβον μέρος οἱ ἐκπρόσωποι τῶν ἐνδιαφερομένων ὀργανώσεων καὶ ἐξέθεσαν τὰς ἀπόψεις των ἐπὶ τῶν θεμάτων τῆς ἡμερησίας διατάξεως. Κατόπιν μακρᾶς συζητήσεως ἀπεφασίσθη ἡ σύστασις ἐπιτροπῆς, ἡ ὁποία θὰ μελετήσῃ τὰ ζητήματα καὶ θὰ ὑποβάλῃ τὰ πορίσματά της ἐντὸς τοῦ μηνός. — [220, 472, 416, 608]
article-text: ΑΘΗΝΑΙ, 11.— Ὁ ὑπουργὸς ἐδήλωσε χθὲς ὅτι ἡ κυβέρνησις θὰ συνεχίσῃ τὰς προσπαθείας της διὰ τὴν ἐξυπηρέτησιν τοῦ κοινοῦ. Αἱ ἀρμόδιαι ὑπηρεσίαι ἔλαβον ἐντολὰς ὅπως προβοῦν εἰς τὴν ἐφαρμογὴν τῶν μέτρων, τὰ ὁποῖα ἀπεφασίσθησαν κατὰ τὴν σύσκεψιν. Εἰς τὰς ἐργασίας ἔλαβον μέρος οἱ ἐκπρόσωποι τῶν ἐνδιαφερομένων ὀργανώσεων καὶ ἐξέθεσαν τὰς ἀπόψεις των ἐπὶ τῶν θεμάτων τῆς ἡμερησίας διατάξεως. Κατόπιν μακρᾶς συζητήσεως ἀπεφασίσθη ἡ σύστασις ἐπιτροπῆς, ἡ ὁποία θὰ μελετήσῃ τὰ ζητήματα καὶ θὰ ὑποβάλῃ τὰ πορίσματά της ἐντὸς τοῦ μηνός. — [635, 852, 845, 976]
article-text: ΑΘΗΝΑΙ, 11.— Ὁ ὑπουργὸς ἐδήλωσε χθὲς ὅτι ἡ κυβέρνησις θὰ συνεχίσῃ τὰς προσπαθείας της διὰ τὴν ἐξυπηρέτησιν τοῦ κοινοῦ. Αἱ ἀρμόδιαι ὑπηρεσίαι ἔλαβον ἐντολὰς ὅπως προβοῦν εἰς τὴν ἐφαρμογὴν τῶν μέτρων, τὰ ὁποῖα ἀπεφασίσθησαν κατὰ τὴν σύσκεψιν. Εἰς τὰς ἐργασίας ἔλαβον μέρος οἱ ἐκπρόσωποι τῶν ἐνδιαφερομένων ὀργανώσεων καὶ ἐξέθεσαν τὰς ἀπόψεις των ἐπὶ τῶν θεμάτων τῆς ἡμερησίας διατάξεως. Κατόπιν μακρᾶς συζητήσεως ἀπεφασίσθη ἡ σύστασις ἐπιτροπῆς, ἡ ὁποία θὰ μελετήσῃ τὰ ζητήματα καὶ θὰ ὑποβάλῃ τὰ πορίσματά της ἐντὸς τοῦ μηνός. — [209, 1055, 390, 1213]
narkalieftika-article-body — [1086, 1751, 1366, 2325]
box-sygcharitiria: ΣΥΓΧΑΡΗΤΗΡΙΑ ΤΟΥ Κ. ΠΡΩΘΥΠΟΥΡΓΟΥ — [868, 972, 1054, 1004]
article-text: ΑΘΗΝΑΙ, 11.— Ὁ ὑπουργὸς ἐδήλωσε χθὲς ὅτι ἡ κυβέρνησις θὰ συνεχίσῃ τὰς προσπαθείας της διὰ τὴν ἐξυπηρέτησιν τοῦ κοινοῦ. Αἱ ἀρμόδιαι ὑπηρεσίαι ἔλαβον ἐντολὰς ὅπως προβοῦν εἰς τὴν ἐφαρμογὴν τῶν μέτρων, τὰ ὁποῖα ἀπεφασίσθησαν κατὰ τὴν σύσκεψιν. Εἰς τὰς ἐργασίας ἔλαβον μέρος οἱ ἐκπρόσωποι τῶν ἐνδιαφερομένων ὀργανώσεων καὶ ἐξέθεσαν τὰς ἀπόψεις των ἐπὶ τῶν θεμάτων τῆς ἡμερησίας διατάξεως. Κατόπιν μακρᾶς συζητήσεως ἀπεφασίσθη ἡ σύστασις ἐπιτροπῆς, ἡ ὁποία θὰ μελετήσῃ τὰ ζητήματα καὶ θὰ ὑποβάλῃ τὰ πορίσματά της ἐντὸς τοῦ μηνός. — [14, 1447, 402, 1714]
article-text: ΑΘΗΝΑΙ, 11.— Ὁ ὑπουργὸς ἐδήλωσε χθὲς ὅτι ἡ κυβέρνησις θὰ συνεχίσῃ τὰς προσπαθείας της διὰ τὴν ἐξυπηρέτησιν τοῦ κοινοῦ. Αἱ ἀρμόδιαι ὑπηρεσίαι ἔλαβον ἐντολὰς ὅπως προβοῦν εἰς τὴν ἐφαρμογὴν τῶν μέτρων, τὰ ὁποῖα ἀπεφασίσθησαν κατὰ τὴν σύσκεψιν. Εἰς τὰς ἐργασίας ἔλαβον μέρος οἱ ἐκπρόσωποι τῶν ἐνδιαφερομένων ὀργανώσεων καὶ ἐξέθεσαν τὰς ἀπόψεις των ἐπὶ τῶν θεμάτων τῆς ἡμερησίας διατάξεως. Κατόπιν μακρᾶς συζητήσεως ἀπεφασίσθη ἡ σύστασις ἐπιτροπῆς, ἡ ὁποία θὰ μελετήσῃ τὰ ζητήματα καὶ θὰ ὑποβάλῃ τὰ πορίσματά της ἐντὸς τοῦ μηνός. — [1407, 1283, 1556, 1465]
article-text: ΑΘΗΝΑΙ, 11.— Ὁ ὑπουργὸς ἐδήλωσε χθὲς ὅτι ἡ κυβέρνησις θὰ συνεχίσῃ τὰς προσπαθείας της διὰ τὴν ἐξυπηρέτησιν τοῦ κοινοῦ. Αἱ ἀρμόδιαι ὑπηρεσίαι ἔλαβον ἐντολὰς ὅπως προβοῦν εἰς τὴν ἐφαρμογὴν τῶν μέτρων, τὰ ὁποῖα ἀπεφασίσθησαν κατὰ τὴν σύσκεψιν. Εἰς τὰς ἐργασίας ἔλαβον μέρος οἱ ἐκπρόσωποι τῶν ἐνδιαφερομένων ὀργανώσεων καὶ ἐξέθεσαν τὰς ἀπόψεις των ἐπὶ τῶν θεμάτων τῆς ἡμερησίας διατάξεως. Κατόπιν μακρᾶς συζητήσεως ἀπεφασίσθη ἡ σύστασις ἐπιτροπῆς, ἡ ὁποία θὰ μελετήσῃ τὰ ζητήματα καὶ θὰ ὑποβάλῃ τὰ πορίσματά της ἐντὸς τοῦ μηνός. — [635, 976, 845, 1101]
lead-sub-1: Νέαι ἐπιστολαὶ βόμβαι εἰς τὸ Λονδῖνον — [117, 143, 518, 172]
greece-article-body — [770, 241, 1070, 643]
traffic-headline-block — [14, 1384, 402, 1443]
fishing-headline-block — [635, 1633, 1070, 1680]
traffic-headline: ΤΡΙΑ ΑΤΟΜΑ ΕΦΟΝΕΥΘΗΣΑΝ ΚΑΙ 53 ΕΤΡΑΥΜΑΤΙΣΘΗΣΑΝ ΕΙΣ ΤΑ ΔΙΑΦΟΡΑ ΤΡΟΧΑΙΑ ΔΥΣΤΥΧΗΜΑΤΑ ΤΟΥ 24ΩΡΟΥ — [46, 1384, 369, 1443]
divider — [635, 2037, 1070, 2038]
divider — [635, 647, 1070, 649]
article-text: ΑΘΗΝΑΙ, 11.— Ὁ ὑπουργὸς ἐδήλωσε χθὲς ὅτι ἡ κυβέρνησις θὰ συνεχίσῃ τὰς προσπαθείας της διὰ τὴν ἐξυπηρέτησιν τοῦ κοινοῦ. Αἱ ἀρμόδιαι ὑπηρεσίαι ἔλαβον ἐντολὰς ὅπως προβοῦν εἰς τὴν ἐφαρμογὴν τῶν μέτρων, τὰ ὁποῖα ἀπεφασίσθησαν κατὰ τὴν σύσκεψιν. Εἰς τὰς ἐργασίας ἔλαβον μέρος οἱ ἐκπρόσωποι τῶν ἐνδιαφερομένων ὀργανώσεων καὶ ἐξέθεσαν τὰς ἀπόψεις των ἐπὶ τῶν θεμάτων τῆς ἡμερησίας διατάξεως. Κατόπιν μακρᾶς συζητήσεως ἀπεφασίσθη ἡ σύστασις ἐπιτροπῆς, ἡ ὁποία — [859, 1682, 1070, 1795]
article-text: ΑΘΗΝΑΙ, 11.— Ὁ ὑπουργὸς ἐδήλωσε χθὲς ὅτι ἡ κυβέρνησις θὰ συνεχίσῃ τὰς προσπαθείας της διὰ τὴν ἐξυπηρέτησιν τοῦ κοινοῦ. Αἱ ἀρμόδιαι ὑπηρεσίαι ἔλαβον ἐντολὰς ὅπως προβοῦν εἰς τὴν ἐφαρμογὴν τῶν μέτρων, τὰ ὁποῖα ἀπεφασίσθησαν κατὰ τὴν σύσκεψιν. Εἰς τὰς ἐργασίας ἔλαβον μέρος οἱ ἐκπρόσωποι τῶν ἐνδιαφερομένων ὀργανώσεων καὶ ἐξέθεσαν τὰς ἀπόψεις των ἐπὶ τῶν θεμάτων τῆς ἡμερησίας διατάξεως. Κατόπιν μακρᾶς συζητήσεως ἀπεφασίσθη ἡ σύστασις ἐπιτροπῆς, ἡ ὁποία θὰ μελετήσῃ τὰ ζητήματα καὶ θὰ ὑποβάλῃ τὰ πορίσματά της ἐντὸς τοῦ μηνός. — [14, 2067, 201, 2204]
section-paradeisies: ΠΑΡΑΔΕΙΣΙΕΣ — [74, 411, 148, 423]
box-synelifthi: ΣΥΝΕΛΗΦΘΗ ΥΠΑΛΛΗΛΟΣ — [454, 925, 567, 935]
section-economist: ΣΧΟΛΙΟΝ ΤΟΥ «ΕΚΟΝΟΜΙΣΤ» — [1282, 907, 1360, 930]
nixon-state-subheadline — [1086, 143, 1556, 204]
article-text: ΑΘΗΝΑΙ, 11.— Ὁ ὑπουργὸς ἐδήλωσε χθὲς ὅτι ἡ κυβέρνησις θὰ συνεχίσῃ τὰς προσπαθείας της διὰ τὴν ἐξυπηρέτησιν τοῦ κοινοῦ. Αἱ ἀρμόδιαι ὑπηρεσίαι ἔλαβον ἐντολὰς ὅπως προβοῦν εἰς τὴν ἐφαρμογὴν τῶν μέτρων, τὰ ὁποῖα ἀπεφασίσθησαν κατὰ τὴν σύσκεψιν. Εἰς τὰς ἐργασίας ἔλαβον μέρος οἱ ἐκπρόσωποι τῶν ἐνδιαφερομένων ὀργανώσεων καὶ ἐξέθεσαν τὰς ἀπόψεις των ἐπὶ τῶν θεμάτων τῆς ἡμερησίας διατάξεως. Κατόπιν μακρᾶς συζητήσεως ἀπεφασίσθη ἡ σύστασις ἐπιτροπῆς, ἡ ὁποία θὰ μελετήσῃ τὰ ζητήματα καὶ θὰ ὑποβάλῃ τὰ πορίσματά της ἐντὸς τοῦ μηνός. — [1247, 676, 1556, 989]
austria-headline: ΕΠΤΑ ΔΕΣΜΟΦΥΛΑΚΕΣ ΕΙΣ ΤΗΝ ΑΥΣΤΡΙΑΝ ΕΠΕΔΙΔΟΝΤΟ ΕΙΣ ΟΡΓΙΑ ΜΕ ΦΥΛΑΚΙΣΜΕΝΗΝ — [646, 1810, 1059, 1849]
lead-headline-block — [14, 18, 621, 135]
nixon-state-sub-1: Πλήρης ἀναδιοργάνωσις τῶν ὑπηρεσιῶ — [1115, 143, 1488, 169]
article-text: ΑΘΗΝΑΙ, 11.— Ὁ ὑπουργὸς ἐδήλωσε χθὲς ὅτι ἡ κυβέρνησις θὰ συνεχίσῃ τὰς προσπαθείας της διὰ τὴν ἐξυπηρέτησιν τοῦ κοινοῦ. Αἱ ἀρμόδιαι ὑπηρεσίαι ἔλαβον ἐντολὰς ὅπως προβοῦν εἰς τὴν ἐφαρμογὴν τῶν μέτρων, τὰ ὁποῖα ἀπεφασίσθησαν κατὰ τὴν σύσκεψιν. Εἰς τὰς ἐργασίας ἔλαβον μέρος οἱ ἐκπρόσωποι τῶν ἐνδιαφερομένων ὀργανώσεων καὶ ἐξέθεσαν τὰς ἀπόψεις των ἐπὶ τῶν θεμάτων τῆς ἡμερησίας διατάξεως. Κατόπιν μακρᾶς συζητήσεως ἀπεφασίσθη ἡ σύστασις ἐπιτροπῆς, ἡ ὁποία θὰ μελετήσῃ τὰ ζητήματα καὶ θὰ ὑποβάλῃ τὰ πορίσματά της ἐντὸς τοῦ μηνός. — [770, 241, 913, 433]
article-text: ΑΘΗΝΑΙ, 11.— Ὁ ὑπουργὸς ἐδήλωσε χθὲς ὅτι ἡ κυβέρνησις θὰ συνεχίσῃ τὰς προσπαθείας της διὰ τὴν ἐξυπηρέτησιν τοῦ κοινοῦ. Αἱ ἀρμόδιαι ὑπηρεσίαι ἔλαβον ἐντολὰς ὅπως προβοῦν εἰς τὴν ἐφαρμογὴν τῶν μέτρων, τὰ ὁποῖα ἀπεφασίσθησαν κατὰ τὴν σύσκεψιν. Εἰς τὰς ἐργασίας ἔλαβον μέρος οἱ ἐκπρόσωποι τῶν ἐνδιαφερομένων ὀργανώσεων καὶ ἐξέθεσαν τὰς ἀπόψεις των ἐπὶ τῶν θεμάτων τῆς ἡμερησίας διατάξεως. Κατόπιν μακρᾶς συζητήσεως ἀπεφασίσθη ἡ σύστασις ἐπιτροπῆς, ἡ ὁποία θὰ μελετήσῃ τὰ ζητήματα καὶ θὰ ὑποβάλῃ τὰ πορίσματά της ἐντὸς τοῦ μηνός. — [220, 318, 416, 454]
offices-headline: ΕΝΕΚΡΙΘΗ Η ΕΓΚΑΤΑΣΤΑΣΙΣ ΕΙΣ ΤΑΣ ΑΘΗΝΑΣ ΚΑΙ ΑΛΛΩΝ ΓΡΑΦΕΙΩΝ ΑΛΛΟΔΑΠΩΝ ΕΤΑΙΡΕΙΩΝ — [651, 1416, 1054, 1455]
prize-article-body — [14, 1796, 402, 2325]
prize-headline: ΠΡΩΤΟΝ ΒΡΑΒΕΙΟΝ ΡΗΤΟΡΙΚΗΣ ΑΠΕΝΕΜΗΘΗ ΕΙΣ ΜΙΑΝ ΝΕΑΡΑΝ ΓΑΛΛΙΔΑ ΔΙΚΗΓΟΡΟΝ — [33, 1733, 382, 1775]
box-ekrion: ΕΚΡΙΘΗ ΑΘΩΟΣ ΜΕΤΑ ΤΗΝ ΑΠΟΛΟΓΙΑ ΤΟΥ Ο ΕΚΔΟΤΗΣ ΕΦΗΜΕΡΙΔΟΣ — [408, 1002, 613, 1033]
section-paradosis: ΠΑΡΑΔΟΣΙΣ ΒΕ — [1280, 1337, 1362, 1349]
divider — [635, 1412, 1070, 1413]
article-text: ΑΘΗΝΑΙ, 11.— Ὁ ὑπουργὸς ἐδήλωσε χθὲς ὅτι ἡ κυβέρνησις θὰ συνεχίσῃ τὰς προσπαθείας της διὰ τὴν ἐξυπηρέτησιν τοῦ κοινοῦ. Αἱ ἀρμόδιαι ὑπηρεσίαι ἔλαβον ἐντολὰς ὅπως προβοῦν εἰς τὴν ἐφαρμογὴν τῶν μέτρων, τὰ ὁποῖα ἀπεφασίσθησαν κατὰ τὴν σύσκεψιν. Εἰς τὰς ἐργασίας ἔλαβον μέρος οἱ ἐκπρόσωποι τῶν ἐνδιαφερομένων ὀργανώσεων καὶ ἐξέθεσαν τὰς ἀπόψεις των ἐπὶ τῶν θεμάτων τῆς ἡμερησίας διατάξεως. Κατόπιν μακρᾶς συζητήσεως ἀπεφασίσθη ἡ σύστασις ἐπιτροπῆς, ἡ ὁποία θὰ μελετήσῃ τὰ ζητήματα καὶ θὰ ὑποβάλῃ τὰ πορίσματά της ἐντὸς τοῦ μηνός. — [1247, 210, 1556, 522]
article-text: ΑΘΗΝΑΙ, 11.— Ὁ ὑπουργὸς ἐδήλωσε χθὲς ὅτι ἡ κυβέρνησις θὰ συνεχίσῃ τὰς προσπαθείας της διὰ τὴν ἐξυπηρέτησιν τοῦ κοινοῦ. Αἱ ἀρμόδιαι ὑπηρεσίαι ἔλαβον ἐντολὰς ὅπως προβοῦν εἰς τὴν ἐφαρμογὴν τῶν μέτρων, τὰ ὁποῖα ἀπεφασίσθησαν κατὰ τὴν σύσκεψιν. Εἰς τὰς ἐργασίας ἔλαβον μέρος οἱ ἐκπρόσωποι τῶν ἐνδιαφερομένων ὀργανώσεων καὶ ἐξέθεσαν τὰς ἀπόψεις των ἐπὶ τῶν θεμάτων τῆς ἡμερησίας διατάξεως. Κατόπιν μακρᾶς συζητήσεως ἀπεφασίσθη ἡ σύστασις ἐπιτροπῆς, ἡ ὁποία θὰ μελετήσῃ τὰ ζητήματα καὶ θὰ ὑποβάλῃ τὰ πορίσματά της ἐντὸς τοῦ μηνός. — [14, 425, 209, 561]
article-text: ΑΘΗΝΑΙ, 11.— Ὁ ὑπουργὸς ἐδήλωσε χθὲς ὅτι ἡ κυβέρνησις θὰ συνεχίσῃ τὰς προσπαθείας της διὰ τὴν ἐξυπηρέτησιν τοῦ κοινοῦ. Αἱ ἀρμόδιαι ὑπηρεσίαι ἔλαβον ἐντολὰς ὅπως προβοῦν εἰς τὴν ἐφαρμογὴν τῶν μέτρων, τὰ ὁποῖα ἀπεφασίσθησαν κατὰ τὴν σύσκεψιν. Εἰς τὰς ἐργασίας ἔλαβον μέρος οἱ ἐκπρόσωποι τῶν ἐνδιαφερομένων ὀργανώσεων καὶ ἐξέθεσαν τὰς ἀπόψεις των ἐπὶ τῶν θεμάτων τῆς ἡμερησίας διατάξεως. Κατόπιν μακρᾶς συζητήσεως ἀπεφασίσθη ἡ σύστασις ἐπιτροπῆς, ἡ ὁποία θὰ μελετήσῃ τὰ ζητήματα καὶ θὰ ὑποβάλῃ τὰ πορίσματά της ἐντὸς τοῦ μηνός. — [1086, 1751, 1219, 1954]
hotel-headline: ΘΑ ΥΠΟΒΑΛΘΟΥΝ ΔΗΛΩΣΕΙΣ ΑΠΟ ΞΕΝΟΔΟΧΕΙΑ ΕΠΙ ΤΩΝ ΔΙΑΝΥΚΤΕΡΕΥΣΕΩΝ ΑΛΛΟΔΑΠΩΝ ΔΙΑ ΧΟΡΗΓΗΣΙΝ ΑΠΑΛΛΑΓΩΝ ΚΑΙ ΕΚΠΤΩΣΕΩΝ — [652, 1118, 1054, 1176]
reactor-article-body — [14, 878, 390, 1367]
reactor-headline-block — [14, 796, 621, 874]
article-text: ΑΘΗΝΑΙ, 11.— Ὁ ὑπουργὸς ἐδήλωσε χθὲς ὅτι ἡ κυβέρνησις θὰ συνεχίσῃ τὰς προσπαθείας της διὰ τὴν ἐξυπηρέτησιν τοῦ κοινοῦ. Αἱ ἀρμόδιαι ὑπηρεσίαι ἔλαβον ἐντολὰς ὅπως προβοῦν εἰς τὴν ἐφαρμογὴν τῶν μέτρων, τὰ ὁποῖα ἀπεφασίσθησαν κατὰ τὴν σύσκεψιν. Εἰς τὰς ἐργασίας ἔλαβον μέρος οἱ ἐκπρόσωποι τῶν — [853, 1008, 1070, 1074]
pm-headline: Ο κ. ΠΡΩΘΥΠΟΥΡΓΟΣ ΘΑ ΠΑΡΑΣΤΗ ΕΙΣ ΤΗΝ ΕΝΑΡΞΙΝ ΤΩΝ ΕΡΓΑΣΙΩΝ ΤΗΣ ΙΕΡΑΣ ΣΥΝΟΔΟΥ ΤΗΣ ΙΕΡΑΡΧΙΑΣ — [660, 651, 1046, 694]
divider — [635, 1629, 1070, 1630]
section-ektaktos: ΕΚΤΑΚΤΟΣ ΣΥΣ — [1440, 1269, 1524, 1281]
article-text: ΑΘΗΝΑΙ, 11.— Ὁ ὑπουργὸς ἐδήλωσε χθὲς ὅτι ἡ κυβέρνησις θὰ συνεχίσῃ τὰς προσπαθείας της διὰ τὴν ἐξυπηρέτησιν τοῦ κοινοῦ. Αἱ ἀρμόδιαι ὑπηρεσίαι ἔλαβον ἐντολὰς ὅπως προβοῦν εἰς τὴν ἐφαρμογὴν τῶν μέτρων, τὰ — [400, 1139, 621, 1183]
offices-article-body — [635, 1465, 1070, 1625]
divider — [14, 790, 621, 791]
article-text: ΑΘΗΝΑΙ, 11.— Ὁ ὑπουργὸς ἐδήλωσε χθὲς ὅτι ἡ κυβέρνησις θὰ συνεχίσῃ τὰς προσπαθείας της διὰ τὴν ἐξυπηρέτησιν τοῦ κοινοῦ. Αἱ ἀρμόδιαι ὑπηρεσίαι ἔλαβον ἐντολὰς ὅπως προβοῦν εἰς τὴν ἐφαρμογὴν τῶν μέτρων, τὰ ὁποῖα ἀπεφασίσθησαν κατὰ τὴν σύσκεψιν. Εἰς τὰς ἐργασίας ἔλαβον μέρος οἱ ἐκπρόσωποι τῶν ἐνδιαφερομένων ὀργανώσεων καὶ ἐξέθεσαν τὰς ἀπόψεις των ἐπὶ τῶν θεμάτων τῆς ἡμερησίας διατάξεως. Κατόπιν μακρᾶς συζητήσεως ἀπεφασίσθη ἡ σύστασις ἐπιτροπῆς, ἡ ὁποία θὰ μελετήσῃ τὰ ζητήματα καὶ θὰ ὑποβάλῃ τὰ πορίσματά της ἐντὸς τοῦ μηνός. — [635, 1465, 846, 1588]
article-text: ΑΘΗΝΑΙ, 11.— Ὁ ὑπουργὸς ἐδήλωσε χθὲς ὅτι ἡ κυβέρνησις θὰ συνεχίσῃ τὰς προσπαθείας της διὰ τὴν ἐξυπηρέτησιν τοῦ κοινοῦ. Αἱ ἀρμόδιαι ὑπηρεσίαι ἔλαβον ἐντολὰς ὅπως προβοῦν εἰς τὴν ἐφαρμογὴν τῶν μέτρων, τὰ ὁποῖα ἀπεφασίσθησαν κατὰ τὴν σύσκεψιν. Εἰς τὰς ἐργασίας ἔλαβον μέρος οἱ ἐκπρόσωποι τῶν ἐνδιαφερομένων ὀργανώσεων καὶ ἐξέθεσαν τὰς ἀπόψεις των ἐπὶ τῶν θεμάτων τῆς ἡμερησίας διατάξεως. Κατόπιν μακρᾶς συζητήσεως ἀπεφασίσθη ἡ σύστασις ἐπιτροπῆς, ἡ ὁποία θὰ μελετήσῃ τὰ ζητήματα καὶ θὰ ὑποβάλῃ τὰ πορίσματά της ἐντὸς τοῦ μηνός. — [859, 1235, 1070, 1370]
article-text: ΑΘΗΝΑΙ, 11.— Ὁ ὑπουργὸς ἐδήλωσε χθὲς ὅτι ἡ κυβέρνησις θὰ συνεχίσῃ τὰς προσπαθείας της διὰ τὴν ἐξυπηρέτησιν τοῦ κοινοῦ. Αἱ ἀρμόδιαι ὑπηρεσίαι ἔλαβον ἐντολὰς ὅπως προβοῦν εἰς τὴν ἐφαρμογὴν τῶν μέτρων, τὰ ὁποῖα ἀπεφασίσθησαν κατὰ τὴν σύσκεψιν. Εἰς τὰς ἐργασίας ἔλαβον μέρος οἱ ἐκπρόσωποι τῶν ἐνδιαφερομένων ὀργανώσεων καὶ ἐξέθεσαν τὰς ἀπόψεις των ἐπὶ τῶν θεμάτων τῆς ἡμερησίας διατάξεως. Κατόπιν μακρᾶς συζητήσεως ἀπεφασίσθη ἡ σύστασις ἐπιτροπῆς, ἡ ὁποία θὰ μελετήσῃ τὰ ζητήματα καὶ θὰ ὑποβάλῃ τὰ πορίσματά της ἐντὸς τοῦ μηνός. — [1086, 1198, 1396, 1654]
article-text: ΑΘΗΝΑΙ, 11.— Ὁ ὑπουργὸς ἐδήλωσε χθὲς ὅτι ἡ κυβέρνησις θὰ συνεχίσῃ τὰς προσπαθείας της διὰ τὴν ἐξυπηρέτησιν τοῦ κοινοῦ. Αἱ ἀρμόδιαι ὑπηρεσίαι ἔλαβον ἐντολὰς ὅπως προβοῦν εἰς τὴν ἐφαρμογὴν τῶν μέτρων, τὰ ὁποῖα ἀπεφασίσθησαν κατὰ τὴν σύσκεψιν. Εἰς τὰς ἐργασίας ἔλαβον μέρος οἱ ἐκπρόσωποι τῶν ἐνδιαφερομένων ὀργανώσεων καὶ ἐξέθεσαν τὰς ἀπόψεις — [853, 767, 1070, 845]
col2-right-boxes — [853, 727, 1070, 1110]
divider — [1374, 1751, 1556, 1752]
scan-edge — [1556, 0, 1568, 2339]
kennedy-article-body — [1086, 676, 1556, 1039]
article-text: ΑΘΗΝΑΙ, 11.— Ὁ ὑπουργὸς ἐδήλωσε χθὲς ὅτι ἡ κυβέρνησις θὰ συνεχίσῃ τὰς προσπαθείας της διὰ τὴν ἐξυπηρέτησιν τοῦ κοινοῦ. Αἱ ἀρμόδιαι ὑπηρεσίαι ἔλαβον ἐντολὰς ὅπως προβοῦν εἰς τὴν ἐφαρμογὴν τῶν μέτρων, τὰ ὁποῖα ἀπεφασίσθησαν κατὰ τὴν σύσκεψιν. Εἰς τὰς ἐργασίας ἔλαβον μέρος οἱ ἐκπρόσωποι τῶν ἐνδιαφερομένων ὀργανώσεων καὶ ἐξέθεσαν τὰς ἀπόψεις των ἐπὶ τῶν θεμάτων τῆς ἡμερησίας διατάξεως. Κατόπιν μακρᾶς συζητήσεως ἀπεφασίσθη ἡ σύστασις ἐπιτροπῆς, ἡ ὁποία θὰ μελετήσῃ τὰ ζητήματα καὶ θὰ ὑποβάλῃ τὰ πορίσματά της ἐντὸς τοῦ μηνός. — [209, 919, 390, 1066]
article-text: ΑΘΗΝΑΙ, 11.— Ὁ ὑπουργὸς ἐδήλωσε χθὲς ὅτι ἡ κυβέρνησις θὰ συνεχίσῃ τὰς προσπαθείας της διὰ τὴν ἐξυπηρέτησιν τοῦ κοινοῦ. Αἱ ἀρμόδιαι ὑπηρεσίαι ἔλαβον ἐντολὰς ὅπως προβοῦν εἰς τὴν ἐφαρμογὴν τῶν μέτρων, τὰ ὁποῖα ἀπεφασίσθησαν κατὰ τὴν σύσκεψιν. Εἰς τὰς ἐργασίας ἔλαβον μέρος οἱ ἐκπρόσωποι τῶν ἐνδιαφερομένων ὀργανώσεων καὶ ἐξέθεσαν τὰς ἀπόψεις των ἐπὶ τῶν θεμάτων τῆς ἡμερησίας διατάξεως. Κατόπιν μακρᾶς συζητήσεως ἀπεφασίσθη ἡ σύστασις ἐπιτροπῆς, ἡ ὁποία θὰ μελετήσῃ τὰ ζητήματα καὶ θὰ ὑποβάλῃ τὰ πορίσματά της ἐντὸς τοῦ μηνός. — [1407, 334, 1556, 516]
article-text: ΑΘΗΝΑΙ, 11.— Ὁ ὑπουργὸς ἐδήλωσε χθὲς ὅτι ἡ κυβέρνησις θὰ συνεχίσῃ τὰς προσπαθείας της διὰ τὴν ἐξυπηρέτησιν τοῦ κοινοῦ. Αἱ ἀρμόδιαι ὑπηρεσίαι ἔλαβον ἐντολὰς ὅπως προβοῦν εἰς τὴν ἐφαρμογὴν τῶν μέτρων, τὰ ὁποῖα ἀπεφασίσθησαν κατὰ τὴν σύσκεψιν. Εἰς τὰς ἐργασίας ἔλαβον μέρος οἱ ἐκπρόσωποι τῶν ἐνδιαφερομένων ὀργανώσεων καὶ ἐξέθεσαν τὰς ἀπόψεις των ἐπὶ τῶν θεμάτων τῆς ἡμερησίας διατάξεως. Κατόπιν μακρᾶς συζητήσεως ἀπεφασίσθη ἡ σύστασις ἐπιτροπῆς, ἡ ὁποία θὰ μελετήσῃ τὰ ζητήματα καὶ θὰ ὑποβάλῃ τὰ πορίσματά της ἐντὸς τοῦ μηνός. — [14, 1931, 201, 2067]
article-text: ΑΘΗΝΑΙ, 11.— Ὁ ὑπουργὸς ἐδήλωσε χθὲς ὅτι ἡ κυβέρνησις θὰ συνεχίσῃ τὰς προσπαθείας της διὰ τὴν ἐξυπηρέτησιν τοῦ κοινοῦ. Αἱ ἀρμόδιαι ὑπηρεσίαι ἔλαβον ἐντολὰς ὅπως προβοῦν εἰς τὴν ἐφαρμογὴν τῶν μέτρων, τὰ ὁποῖα ἀπεφασίσθησαν κατὰ τὴν σύσκεψιν. Εἰς τὰς ἐργασίας ἔλαβον μέρος οἱ ἐκπρόσωποι τῶν ἐνδιαφερομένων ὀργανώσεων καὶ ἐξέθεσαν τὰς ἀπόψεις των ἐπὶ τῶν θεμάτων τῆς ἡμερησίας διατάξεως. Κατόπιν μακρᾶς συζητήσεως ἀπεφασίσθη ἡ σύστασις ἐπιτροπῆς, ἡ ὁποία θὰ μελετήσῃ τὰ ζητήματα καὶ θὰ ὑποβάλῃ τὰ πορίσματά της ἐντὸς τοῦ μηνός. — [412, 2115, 621, 2239]
right-boxes-column — [400, 882, 621, 1372]
article-text: ΑΘΗΝΑΙ, 11.— Ὁ ὑπουργὸς ἐδήλωσε χθὲς ὅτι ἡ κυβέρνησις θὰ συνεχίσῃ τὰς προσπαθείας της διὰ τὴν ἐξυπηρέτησιν τοῦ κοινοῦ. Αἱ ἀρμόδιαι ὑπηρεσίαι ἔλαβον ἐντολὰς ὅπως προβοῦν εἰς τὴν ἐφαρμογὴν τῶν μέτρων, τὰ ὁποῖα ἀπεφασίσθησαν κατὰ τὴν σύσκεψιν. Εἰς τὰς ἐργασίας ἔλαβον μέρος οἱ ἐκπρόσωποι τῶν ἐνδιαφερομένων ὀργανώσεων καὶ ἐξέθεσαν τὰς ἀπόψεις των ἐπὶ τῶν θεμάτων τῆς ἡμερησίας διατάξεως. Κατόπιν μακρᾶς συζητήσεως ἀπεφασίσθη ἡ σύστασις ἐπιτροπῆς, ἡ ὁποία θὰ μελετήσῃ τὰ ζητήματα καὶ θὰ ὑποβάλῃ τὰ πορίσματά της ἐντὸς τοῦ μηνός. — [635, 1682, 1030, 1795]
section-narkalieftika: ΝΑΡΚΑΛΙΕΥΤΙΚΑ — [1105, 1959, 1200, 1970]
article-text: ΑΘΗΝΑΙ, 11.— Ὁ ὑπουργὸς ἐδήλωσε χθὲς ὅτι ἡ κυβέρνησις θὰ συνεχίσῃ τὰς προσπαθείας της διὰ τὴν ἐξυπηρέτησιν τοῦ κοινοῦ. Αἱ ἀρμόδιαι ὑπηρεσίαι ἔλαβον ἐντολὰς ὅπως προβοῦν εἰς τὴν ἐφαρμογὴν τῶν μέτρων, τὰ ὁποῖα ἀπεφασίσθησαν κατὰ τὴν σύσκεψιν. Εἰς τὰς ἐργασίας ἔλαβον μέρος οἱ ἐκπρόσωποι τῶν ἐνδιαφερομένων ὀργανώσεων καὶ ἐξέθεσαν τὰς ἀπόψεις των ἐπὶ τῶν θεμάτων τῆς ἡμερησίας διατάξεως. Κατόπιν μακρᾶς συζητήσεως ἀπεφασίσθη ἡ σύστασις ἐπιτροπῆς, ἡ ὁποία θὰ μελετήσῃ τὰ ζητήματα καὶ θὰ ὑποβάλῃ τὰ πορίσματά της ἐντὸς τοῦ μηνός. — [635, 1190, 846, 1314]
fishing-headline: ΕΠΕΒΛΗΘΗΣΑΝ ΠΟΙΝΑΙ ΕΙΣ ΤΟΥΣ ΚΥΒΕΡΝΗΤΑΣ ΑΛΙΕΥΤΙΚΩΝ ΠΑΡΑΝΟΜΩΣ ΜΗΧΑΝΟΤΡΑΤΩΝ — [673, 1633, 1031, 1672]
article-text: ΑΘΗΝΑΙ, 11.— Ὁ ὑπουργὸς ἐδήλωσε χθὲς ὅτι ἡ κυβέρνησις θὰ συνεχίσῃ τὰς προσπαθείας της διὰ τὴν ἐξυπηρέτησιν τοῦ κοινοῦ. Αἱ ἀρμόδιαι ὑπηρεσίαι ἔλαβον ἐντολὰς ὅπως προβοῦν εἰς τὴν ἐφαρμογὴν τῶν μέτρων, τὰ ὁποῖα ἀπεφασίσθησαν κατὰ τὴν σύσκεψιν. Εἰς τὰς ἐργασίας ἔλαβον μέρος οἱ ἐκπρόσωποι τῶν ἐνδιαφερομένων ὀργανώσεων καὶ ἐξέθεσαν τὰς ἀπόψεις των ἐπὶ τῶν θεμάτων τῆς ἡμερησίας διατάξεως. Κατόπιν μακρᾶς συζητήσεως ἀπεφασίσθη ἡ σύστασις ἐπιτροπῆς, ἡ ὁποία θὰ μελετήσῃ τὰ ζητήματα καὶ θὰ ὑποβάλῃ τὰ πορίσματά της ἐντὸς τοῦ μηνός. — [635, 727, 845, 851]
ceausescu-headline-block — [635, 2041, 1070, 2090]
continued-label: ΣΥΝΕΧΕΙΑ ΕΚ ΤΗΣ 1ΗΣ ΣΕΛ. — [1086, 1198, 1235, 1209]
article-text: ΑΘΗΝΑΙ, 11.— Ὁ ὑπουργὸς ἐδήλωσε χθὲς ὅτι ἡ κυβέρνησις θὰ συνεχίσῃ τὰς προσπαθείας της διὰ τὴν ἐξυπηρέτησιν τοῦ κοινοῦ. Αἱ ἀρμόδιαι ὑπηρεσίαι ἔλαβον ἐντολὰς ὅπως προβοῦν εἰς τὴν ἐφαρμογὴν τῶν μέτρων, τὰ ὁποῖα ἀπεφασίσθησαν κατὰ τὴν σύσκεψιν. Εἰς τὰς ἐργασίας ἔλαβον μέρος οἱ ἐκπρόσωποι τῶν ἐνδιαφερομένων ὀργανώσεων καὶ ἐξέθεσαν τὰς ἀπόψεις των ἐπὶ τῶν θεμάτων τῆς ἡμερησίας διατάξεως. Κατόπιν μακρᾶς συζητήσεως ἀπεφασίσθη ἡ σύστασις ἐπιτροπῆς, ἡ ὁποία θὰ μελετήσῃ τὰ ζητήματα καὶ θὰ ὑποβάλῃ τὰ πορίσματά της ἐντὸς τοῦ μηνός. — [1374, 1843, 1556, 1989]
article-text: ΑΘΗΝΑΙ, 11.— Ὁ ὑπουργὸς ἐδήλωσε χθὲς ὅτι ἡ κυβέρνησις θὰ συνεχίσῃ τὰς προσπαθείας της διὰ τὴν ἐξυπηρέτησιν τοῦ κοινοῦ. Αἱ ἀρμόδιαι ὑπηρεσίαι ἔλαβον ἐντολὰς ὅπως προβοῦν εἰς τὴν ἐφαρμογὴν τῶν μέτρων, τὰ ὁποῖα ἀπεφασίσθησαν κατὰ τὴν σύσκεψιν. Εἰς τὰς ἐργασίας ἔλαβον μέρος οἱ ἐκπρόσωποι τῶν ἐνδιαφερομένων ὀργανώσεων καὶ ἐξέθεσαν τὰς ἀπόψεις των ἐπὶ τῶν θεμάτων τῆς ἡμερησίας διατάξεως. Κατόπιν μακρᾶς συζητήσεως ἀπεφασίσθη ἡ σύστασις ἐπιτροπῆς, ἡ ὁποία θὰ μελετήσῃ τὰ ζητήματα καὶ θὰ ὑποβάλῃ τὰ πορίσματά της ἐντὸς τοῦ μηνός. — [1374, 1978, 1556, 2137]
article-text: ΑΘΗΝΑΙ, 11.— Ὁ ὑπουργὸς ἐδήλωσε χθὲς ὅτι ἡ κυβέρνησις θὰ συνεχίσῃ τὰς προσπαθείας της διὰ τὴν ἐξυπηρέτησιν τοῦ κοινοῦ. Αἱ ἀρμόδιαι ὑπηρεσίαι ἔλαβον ἐντολὰς ὅπως προβοῦν εἰς τὴν ἐφαρμογὴν τῶν μέτρων, τὰ ὁποῖα ἀπεφασίσθησαν κατὰ τὴν σύσκεψιν. Εἰς τὰς — [400, 1039, 621, 1095]
lead-sub-2: Κινητοποίησις τῶν βρεταννικῶν ἀρχῶν — [115, 172, 520, 201]
section-epistolai: «ΕΠΙΣΤΟΛΑΙ - ΒΟΜΒΑΙ» — [46, 565, 175, 576]
austria-headline-block — [635, 1810, 1070, 1857]
article-text: ΑΘΗΝΑΙ, 11.— Ὁ ὑπουργὸς ἐδήλωσε χθὲς ὅτι ἡ κυβέρνησις θὰ συνεχίσῃ τὰς προσπαθείας της διὰ τὴν ἐξυπηρέτησιν τοῦ κοινοῦ. Αἱ ἀρμόδιαι ὑπηρεσίαι ἔλαβον ἐντολὰς ὅπως προβοῦν εἰς τὴν ἐφαρμογὴν τῶν μέτρων, τὰ ὁποῖα ἀπεφασίσθησαν κατὰ τὴν σύσκεψιν. Εἰς τὰς ἐργασίας ἔλαβον μέρος οἱ ἐκπρόσωποι τῶν ἐνδιαφερομένων ὀργανώσεων καὶ ἐξέθεσαν τὰς ἀπόψεις των ἐπὶ τῶν θεμάτων τῆς ἡμερησίας διατάξεως. Κατόπιν μακρᾶς συζητήσεως ἀπεφασίσθη ἡ σύστασις ἐπιτροπῆς, ἡ ὁποία θὰ μελετήσῃ τὰ ζητήματα καὶ θὰ ὑποβάλῃ τὰ πορίσματά της ἐντὸς τοῦ μηνός. — [14, 879, 195, 1037]
box-katachriseis: ΚΑΤΑΧΡΗΣΕΙΣ ΕΙΣ ΒΑΡΟΣ ΤΟΥ ΔΗΜΟΣΙΟΥ — [421, 888, 613, 920]
article-text: ΑΘΗΝΑΙ, 11.— Ὁ ὑπουργὸς ἐδήλωσε χθὲς ὅτι ἡ κυβέρνησις θὰ συνεχίσῃ τὰς προσπαθείας της διὰ τὴν ἐξυπηρέτησιν τοῦ κοινοῦ. Αἱ ἀρμόδιαι ὑπηρεσίαι ἔλαβον ἐντολὰς ὅπως προβοῦν εἰς τὴν ἐφαρμογὴν τῶν μέτρων, τὰ ὁποῖα ἀπεφασίσθησαν κατὰ τὴν σύσκεψιν. Εἰς τὰς ἐργασίας ἔλαβον μέρος οἱ ἐκπρόσωποι τῶν ἐνδιαφερομένων — [215, 1641, 402, 1719]
article-text: ΑΘΗΝΑΙ, 11.— Ὁ ὑπουργὸς ἐδήλωσε χθὲς ὅτι ἡ κυβέρνησις θὰ συνεχίσῃ τὰς προσπαθείας της διὰ τὴν ἐξυπηρέτησιν τοῦ κοινοῦ. Αἱ ἀρμόδιαι ὑπηρεσίαι ἔλαβον ἐντολὰς ὅπως προβοῦν εἰς τὴν ἐφαρμογὴν τῶν μέτρων, τὰ ὁποῖα ἀπεφασίσθησαν κατὰ τὴν σύσκεψιν. Εἰς τὰς ἐργασίας ἔλαβον μέρος οἱ ἐκπρόσωποι τῶν ἐνδιαφερομένων ὀργανώσεων καὶ ἐξέθεσαν τὰς ἀπόψεις των ἐπὶ τῶν θεμάτων τῆς ἡμερησίας διατάξεως. Κατόπιν μακρᾶς συζητήσεως ἀπεφασίσθη ἡ σύστασις ἐπιτροπῆς, ἡ ὁποία θὰ μελετήσῃ τὰ ζητήματα καὶ θὰ ὑποβάλῃ τὰ πορίσματά της ἐντὸς τοῦ μηνός. — [1247, 722, 1396, 902]
pm-article-body — [635, 727, 845, 1110]
section-athinas: ΕΙΣ ΑΘΗΝΑΣ — [274, 1473, 342, 1485]
pm-subheadline: ΘΑ ΑΡΧΙΣΟΥΝ ΤΗΝ ΤΕΤΑΡΤΗΝ ΜΕ ΠΑΣΑΝ ΕΠΙΣΗΜΟΤΗΤΑ — [706, 697, 1000, 715]
article-text: ΑΘΗΝΑΙ, 11.— Ὁ ὑπουργὸς ἐδήλωσε χθὲς ὅτι ἡ κυβέρνησις θὰ συνεχίσῃ τὰς προσπαθείας της διὰ τὴν ἐξυπηρέτησιν τοῦ κοινοῦ. Αἱ ἀρμόδιαι ὑπηρεσίαι ἔλαβον ἐντολὰς ὅπως προβοῦν εἰς τὴν ἐφαρμογὴν τῶν μέτρων, τὰ ὁποῖα ἀπεφασίσθησαν κατὰ τὴν σύσκεψιν. Εἰς τὰς ἐργασίας ἔλαβον μέρος οἱ ἐκπρόσωποι τῶν ἐνδιαφερομένων ὀργανώσεων καὶ ἐξέθεσαν τὰς ἀπόψεις των ἐπὶ τῶν θεμάτων τῆς ἡμερησίας διατάξεως. Κατόπιν μακρᾶς συζητήσεως ἀπεφασίσθη ἡ σύστασις ἐπιτροπῆς, ἡ ὁποία θὰ μελετήσῃ τὰ ζητήματα καὶ θὰ ὑποβάλῃ τὰ πορίσματά της ἐντὸς τοῦ μηνός. — [14, 1056, 195, 1203]
nixon-state-headline: «ΥΠΕΡΥΠΟΥΡΓΕΙΟΝ» ΤΩΝ ΕΞΩΤΕΡΙΚ ΘΑ ΣΥΣΤΗΣΗ Ο ΠΡΟΕΔΡΟΣ ΝΙΞΟΝ ΜΕ ΕΠΙ ΚΕΦΑΛΗΣ ΤΟΝ κ. ΚΙΣΣΙΝΓΚ — [1086, 29, 1544, 128]
article-text: ΑΘΗΝΑΙ, 11.— Ὁ ὑπουργὸς ἐδήλωσε χθὲς ὅτι ἡ κυβέρνησις θὰ συνεχίσῃ τὰς προσπαθείας της διὰ τὴν ἐξυπηρέτησιν τοῦ κοινοῦ. Αἱ ἀρμόδιαι ὑπηρεσίαι ἔλαβον ἐντολὰς ὅπως προβοῦν εἰς τὴν ἐφαρμογὴν τῶν μέτρων, τὰ ὁποῖα ἀπεφασίσθησαν κατὰ τὴν σύσκεψιν. Εἰς τὰς ἐργασίας ἔλαβον μέρος οἱ ἐκπρόσωποι τῶν ἐνδιαφερομένων ὀργανώσεων καὶ ἐξέθεσαν τὰς ἀπόψεις των ἐπὶ τῶν θεμάτων τῆς ἡμερησίας διατάξεως. Κατόπιν μακρᾶς συζητήσεως ἀπεφασίσθη ἡ σύστασις ἐπιτροπῆς, ἡ ὁποία θὰ μελετήσῃ τὰ ζητήματα καὶ θὰ ὑποβάλῃ τὰ πορίσματά της ἐντὸς τοῦ μηνός. — [1086, 1751, 1366, 2267]
article-text: ΑΘΗΝΑΙ, 11.— Ὁ ὑπουργὸς ἐδήλωσε χθὲς ὅτι ἡ κυβέρνησις θὰ συνεχίσῃ τὰς προσπαθείας της διὰ τὴν ἐξυπηρέτησιν τοῦ κοινοῦ. Αἱ ἀρμόδιαι ὑπηρεσίαι ἔλαβον ἐντολὰς ὅπως προβοῦν εἰς τὴν ἐφαρμογὴν τῶν μέτρων, τὰ ὁποῖα ἀπεφασίσθησαν κατὰ τὴν σύσκεψιν. Εἰς τὰς ἐργασίας ἔλαβον μέρος οἱ ἐκπρόσωποι τῶν ἐνδιαφερομένων ὀργανώσεων καὶ ἐξέθεσαν τὰς ἀπόψεις των ἐπὶ τῶν θεμάτων τῆς ἡμερησίας διατάξεως. Κατόπιν μακρᾶς συζητήσεως ἀπεφασίσθη ἡ σύστασις ἐπιτροπῆς, ἡ ὁποία θὰ μελετήσῃ τὰ ζητήματα καὶ θὰ ὑποβάλῃ τὰ πορίσματά της ἐντὸς τοῦ μηνός. — [215, 1796, 402, 1931]
article-text: ΑΘΗΝΑΙ, 11.— Ὁ ὑπουργὸς ἐδήλωσε χθὲς ὅτι ἡ κυβέρνησις θὰ συνεχίσῃ τὰς προσπαθείας της διὰ τὴν ἐξυπηρέτησιν τοῦ κοινοῦ. Αἱ ἀρμόδιαι ὑπηρεσίαι ἔλαβον ἐντολὰς ὅπως προβοῦν εἰς τὴν ἐφαρμογὴν τῶν μέτρων, τὰ ὁποῖα ἀπεφασίσθησαν κατὰ τὴν σύσκεψιν. Εἰς τὰς ἐργασίας ἔλαβον μέρος οἱ ἐκπρόσωποι τῶν ἐνδιαφερομένων ὀργανώσεων καὶ ἐξέθεσαν τὰς ἀπόψεις των ἐπὶ τῶν θεμάτων τῆς ἡμερησίας διατάξεως. Κατόπιν μακρᾶς συζητήσεως ἀπεφασίσθη ἡ σύστασις ἐπιτροπῆς, ἡ ὁποία θὰ μελετήσῃ τὰ ζητήματα καὶ θὰ ὑποβάλῃ τὰ πορίσματά της ἐντὸς τοῦ μηνός. — [1086, 676, 1396, 993]
article-text: ΑΘΗΝΑΙ, 11.— Ὁ ὑπουργὸς ἐδήλωσε χθὲς ὅτι ἡ κυβέρνησις θὰ συνεχίσῃ τὰς προσπαθείας της διὰ τὴν ἐξυπηρέτησιν τοῦ κοινοῦ. Αἱ ἀρμόδιαι ὑπηρεσίαι ἔλαβον ἐντολὰς ὅπως προβοῦν εἰς τὴν ἐφαρμογὴν τῶν μέτρων, τὰ ὁποῖα ἀπεφασίσθησαν κατὰ τὴν σύσκεψιν. Εἰς τὰς — [400, 939, 621, 995]
article-text: ΑΘΗΝΑΙ, 11.— Ὁ ὑπουργὸς ἐδήλωσε χθὲς ὅτι ἡ κυβέρνησις θὰ συνεχίσῃ τὰς προσπαθείας της διὰ τὴν ἐξυπηρέτησιν τοῦ κοινοῦ. Αἱ ἀρμόδιαι ὑπηρεσίαι ἔλαβον ἐντολὰς ὅπως προβοῦν εἰς τὴν ἐφαρμογὴν τῶν μέτρων, τὰ ὁποῖα ἀπεφασίσθησαν κατὰ τὴν σύσκεψιν. Εἰς τὰς ἐργασίας ἔλαβον μέρος οἱ ἐκπρόσωποι τῶν ἐνδιαφερομένων ὀργανώσεων καὶ ἐξέθεσαν τὰς ἀπόψεις των ἐπὶ τῶν θεμάτων τῆς ἡμερησίας διατάξεως. Κατόπιν μακρᾶς συζητήσεως ἀπεφασίσθη ἡ σύστασις ἐπιτροπῆς, ἡ ὁποία θὰ μελετήσῃ τὰ ζητήματα καὶ θὰ ὑποβάλῃ τὰ πορίσματά της ἐντὸς τοῦ μηνός. — [1374, 2126, 1556, 2284]
section-deka: ΔΕΚΑ ΑΕΡΟΠΕΙΡΑΤΑΙ — [243, 905, 356, 917]
article-text: ΑΘΗΝΑΙ, 11.— Ὁ ὑπουργὸς ἐδήλωσε χθὲς ὅτι ἡ κυβέρνησις θὰ συνεχίσῃ τὰς προσπαθείας της διὰ τὴν ἐξυπηρέτησιν τοῦ κοινοῦ. Αἱ ἀρμόδιαι ὑπηρεσίαι ἔλαβον ἐντολὰς ὅπως προβοῦν εἰς τὴν ἐφαρμογὴν τῶν μέτρων, τὰ ὁποῖα ἀπεφασίσθησαν κατὰ τὴν σύσκεψιν. Εἰς τὰς ἐργασίας ἔλαβον μέρος οἱ ἐκπρόσωποι τῶν ἐνδιαφερομένων ὀργανώσεων καὶ ἐξέθεσαν τὰς ἀπόψεις των ἐπὶ τῶν θεμάτων τῆς ἡμερησίας διατάξεως. Κατόπιν μακρᾶς συζητήσεως ἀπεφασίσθη ἡ σύστασις ἐπιτροπῆς, ἡ ὁποία θὰ μελετήσῃ τὰ ζητήματα καὶ θὰ ὑποβάλῃ τὰ πορίσματά της ἐντὸς τοῦ μηνός. — [927, 321, 1070, 523]
article-text: ΑΘΗΝΑΙ, 11.— Ὁ ὑπουργὸς ἐδήλωσε χθὲς ὅτι ἡ κυβέρνησις θὰ συνεχίσῃ τὰς προσπαθείας της διὰ τὴν ἐξυπηρέτησιν τοῦ κοινοῦ. Αἱ ἀρμόδιαι ὑπηρεσίαι ἔλαβον ἐντολὰς ὅπως προβοῦν εἰς τὴν ἐφαρμογὴν τῶν μέτρων, τὰ ὁποῖα ἀπεφασίσθησαν κατὰ τὴν σύσκεψιν. Εἰς τὰς ἐργασίας ἔλαβον μέρος οἱ ἐκπρόσωποι τῶν ἐνδιαφερομένων ὀργανώσεων καὶ ἐξέθεσαν τὰς ἀπόψεις των ἐπὶ τῶν θεμάτων τῆς ἡμερησίας διατάξεως. Κατόπιν μακρᾶς συζητήσεως ἀπεφασίσθη ἡ σύστασις ἐπιτροπῆς, ἡ ὁποία θὰ μελετήσῃ τὰ ζητήματα καὶ θὰ ὑποβάλῃ τὰ πορίσματά της ἐντὸς τοῦ μηνός. — [1086, 676, 1235, 857]
article-text: ΑΘΗΝΑΙ, 11.— Ὁ ὑπουργὸς ἐδήλωσε χθὲς ὅτι ἡ κυβέρνησις θὰ συνεχίσῃ τὰς προσπαθείας της διὰ τὴν ἐξυπηρέτησιν τοῦ κοινοῦ. Αἱ ἀρμόδιαι — [1374, 2273, 1556, 2318]
reactor-headline: Τί θὰ συμβῆ ἂν ἐκραγῇ ὁ πυρηνικὸς ἀντιδραστὴρ ἐκ πτώσεως τοῦ ἀεροπλάνου μὲ τοὺς πειρατάς — [44, 797, 591, 869]
section-farsala: ΕΙΣ ΦΑΡΣΑΛΑ — [70, 1586, 145, 1598]
article-text: ΑΘΗΝΑΙ, 11.— Ὁ ὑπουργὸς ἐδήλωσε χθὲς ὅτι ἡ κυβέρνησις θὰ συνεχίσῃ τὰς προσπαθείας της διὰ τὴν ἐξυπηρέτησιν τοῦ κοινοῦ. Αἱ ἀρμόδιαι ὑπηρεσίαι ἔλαβον ἐντολὰς ὅπως προβοῦν εἰς τὴν ἐφαρμογὴν τῶν μέτρων, τὰ ὁποῖα ἀπεφασίσθησαν κατὰ τὴν σύσκεψιν. Εἰς τὰς ἐργασίας ἔλαβον μέρος οἱ ἐκπρόσωποι τῶν ἐνδιαφερομένων ὀργανώσεων καὶ ἐξέθεσαν τὰς ἀπόψεις των ἐπὶ τῶν θεμάτων τῆς ἡμερησίας διατάξεως. Κατόπιν μακρᾶς συζητήσεως ἀπεφασίσθη ἡ σύστασις ἐπιτροπῆς, ἡ ὁποία θὰ μελετήσῃ τὰ ζητήματα καὶ θὰ ὑποβάλῃ τὰ πορίσματά της ἐντὸς τοῦ μηνός. — [1407, 801, 1556, 982]
article-text: ΑΘΗΝΑΙ, 11.— Ὁ ὑπουργὸς ἐδήλωσε χθὲς ὅτι ἡ κυβέρνησις θὰ συνεχίσῃ τὰς προσπαθείας της διὰ τὴν ἐξυπηρέτησιν τοῦ κοινοῦ. Αἱ ἀρμόδιαι ὑπηρεσίαι ἔλαβον ἐντολὰς ὅπως προβοῦν εἰς τὴν ἐφαρμογὴν τῶν μέτρων, τὰ ὁποῖα ἀπεφασίσθησαν κατὰ τὴν σύσκεψιν. Εἰς τὰς ἐργασίας ἔλαβον μέρος οἱ ἐκπρόσωποι τῶν ἐνδιαφερομένων ὀργανώσεων καὶ ἐξέθεσαν τὰς ἀπόψεις των ἐπὶ τῶν θεμάτων τῆς ἡμερησίας διατάξεως. Κατόπιν μακρᾶς συζητήσεως ἀπεφασίσθη ἡ σύστασις ἐπιτροπῆς, ἡ ὁποία θὰ μελετήσῃ τὰ ζητήματα καὶ θὰ ὑποβάλῃ τὰ πορίσματά της ἐντὸς τοῦ μηνός. — [1086, 1410, 1235, 1590]
greece-headline: Ἡ Ἑλλὰς προσεκλήθη εἰς τὴν εὐρωπαϊκὴν διάσκεψιν ἀσφαλείας — [649, 29, 1056, 102]
section-indiai: ΕΙΣ ΙΝΔΙΑΝ — [286, 612, 349, 623]
section-kideiai: ΚΗΔΕΙΑΙ — [487, 1388, 546, 1402]
article-text: ΑΘΗΝΑΙ, 11.— Ὁ ὑπουργὸς ἐδήλωσε χθὲς ὅτι ἡ κυβέρνησις θὰ συνεχίσῃ τὰς προσπαθείας της διὰ τὴν ἐξυπηρέτησιν τοῦ κοινοῦ. Αἱ ἀρμόδιαι ὑπηρεσίαι ἔλαβον ἐντολὰς ὅπως προβοῦν εἰς τὴν ἐφαρμογὴν τῶν μέτρων, τὰ ὁποῖα ἀπεφασίσθησαν κατὰ τὴν σύσκεψιν. Εἰς τὰς ἐργασίας ἔλαβον μέρος οἱ ἐκπρόσωποι τῶν ἐνδιαφερομένων ὀργανώσεων καὶ ἐξέθεσαν τὰς ἀπόψεις των ἐπὶ τῶν θεμάτων τῆς ἡμερησίας διατάξεως. Κατόπιν μακρᾶς συζητήσεως ἀπεφασίσθη ἡ σύστασις ἐπιτροπῆς, ἡ ὁποία θὰ μελετήσῃ τὰ ζητήματα καὶ θὰ ὑποβάλῃ τὰ πορίσματά της ἐντὸς τοῦ μηνός. — [635, 2092, 846, 2215]
article-text: ΑΘΗΝΑΙ, 11.— Ὁ ὑπουργὸς ἐδήλωσε χθὲς ὅτι ἡ κυβέρνησις θὰ συνεχίσῃ τὰς προσπαθείας της διὰ τὴν ἐξυπηρέτησιν τοῦ κοινοῦ. Αἱ ἀρμόδιαι ὑπηρεσίαι ἔλαβον ἐντολὰς ὅπως προβοῦν εἰς τὴν ἐφαρμογὴν τῶν μέτρων, τὰ ὁποῖα ἀπεφασίσθησαν κατὰ τὴν σύσκεψιν. Εἰς τὰς ἐργασίας ἔλαβον μέρος οἱ ἐκπρόσωποι τῶν ἐνδιαφερομένων ὀργανώσεων καὶ ἐξέθεσαν τὰς ἀπόψεις των ἐπὶ τῶν θεμάτων τῆς ἡμερησίας διατάξεως. Κατόπιν μακρᾶς συζητήσεως ἀπεφασίσθη ἡ σύστασις ἐπιτροπῆς, ἡ ὁποία θὰ μελετήσῃ τὰ ζητήματα καὶ θὰ ὑποβάλῃ τὰ πορίσματά της ἐντὸς τοῦ μηνός. — [14, 1447, 201, 1582]
cambodia-subheadline: ΝΑΡΚΑΛΙΕΥΤΙΚΑ ΕΙΣ ΤΟ ΤΟΝΚΙΝ — [1128, 1163, 1422, 1185]
section-tzakson: ΕΙΣ ΤΖΑΚΣΟΝ — [67, 1042, 142, 1054]
kennedy-headline-block — [1086, 629, 1556, 671]
box-tryudo: Ο ΤΡΥΝΤΟ ΑΠΩΛΕΣΕ ΚΑΙ ΠΑΛΙΝ ΜΙΑΝ ΕΔΡΑΝ — [868, 729, 1054, 763]
article-text: ΑΘΗΝΑΙ, 11.— Ὁ ὑπουργὸς ἐδήλωσε χθὲς ὅτι ἡ κυβέρνησις θὰ συνεχίσῃ τὰς προσπαθείας της διὰ τὴν ἐξυπηρέτησιν τοῦ κοινοῦ. Αἱ ἀρμόδιαι ὑπηρεσίαι ἔλαβον ἐντολὰς ὅπως προβοῦν εἰς τὴν ἐφαρμογὴν τῶν μέτρων, τὰ ὁποῖα ἀπεφασίσθησαν κατὰ τὴν σύσκεψιν. Εἰς τὰς ἐργασίας ἔλαβον μέρος οἱ ἐκπρόσωποι τῶν ἐνδιαφερομένων ὀργανώσεων καὶ ἐξέθεσαν τὰς ἀπόψεις των ἐπὶ τῶν θεμάτων τῆς ἡμερησίας διατάξεως. Κατόπιν μακρᾶς συζητήσεως ἀπεφασίσθη ἡ σύστασις ἐπιτροπῆς, ἡ ὁποία θὰ μελετήσῃ τὰ ζητήματα καὶ θὰ ὑποβάλῃ τὰ πορίσματά της ἐντὸς τοῦ μηνός. — [14, 1796, 201, 1931]
lead-subheadline — [14, 143, 621, 206]
article-text: ΑΘΗΝΑΙ, 11.— Ὁ ὑπουργὸς ἐδήλωσε χθὲς ὅτι ἡ κυβέρνησις θὰ συνεχίσῃ τὰς προσπαθείας της διὰ τὴν ἐξυπηρέτησιν τοῦ κοινοῦ. Αἱ ἀρμόδιαι ὑπηρεσίαι ἔλαβον ἐντολὰς ὅπως προβοῦν εἰς τὴν ἐφαρμογὴν τῶν μέτρων, τὰ ὁποῖα ἀπεφασίσθησαν κατὰ τὴν σύσκεψιν. Εἰς τὰς ἐργασίας ἔλαβον μέρος οἱ ἐκπρόσωποι τῶν ἐνδιαφερομένων ὀργανώσεων καὶ ἐξέθεσαν τὰς ἀπόψεις των ἐπὶ τῶν θεμάτων τῆς ἡμερησίας διατάξεως. Κατόπιν μακρᾶς συζητήσεως ἀπεφασίσθη ἡ σύστασις ἐπιτροπῆς, ἡ ὁποία θὰ — [209, 1231, 390, 1356]
